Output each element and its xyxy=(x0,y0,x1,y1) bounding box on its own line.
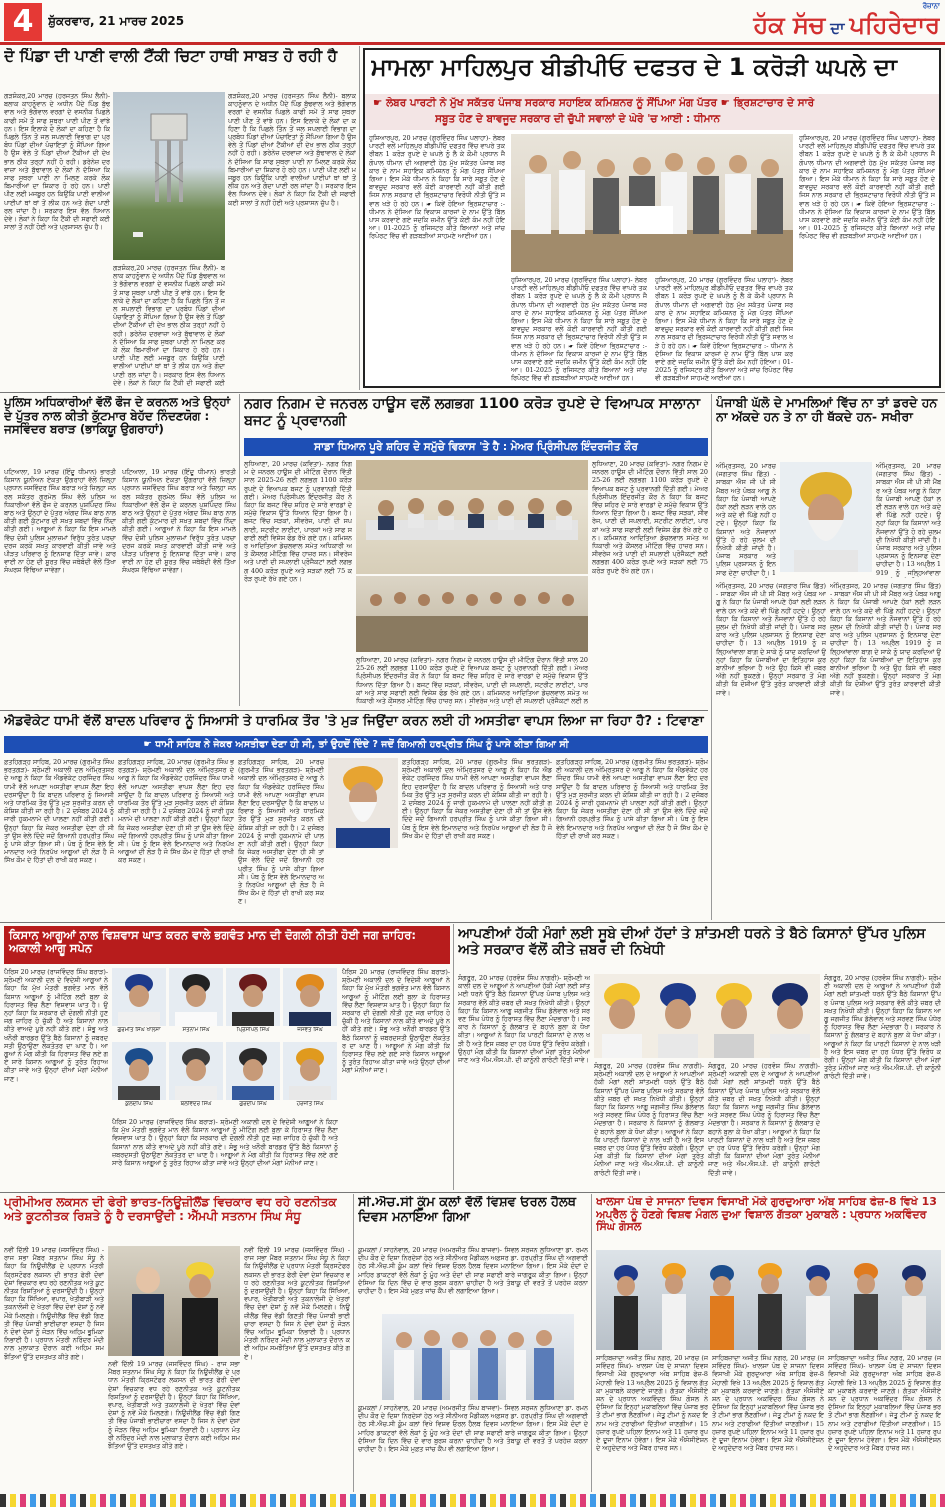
portrait-illustration xyxy=(780,462,872,572)
body-dhami-col4: ਫ਼ਤਹਿਗੜ੍ਹ ਸਾਹਿਬ, 20 ਮਾਰਚ (ਗੁਰਮੀਤ ਸਿੰਘ ਭਰਤਗੜ)- ਸ਼੍ਰੋਮਣੀ ਅਕਾਲੀ ਦਲ ਅੰਮ੍ਰਿਤਸਰ ਦੇ ਆਗੂ ਨੇ ਕਿਹਾ ਕਿ ਐਡਵੋਕੇਟ ਹਰਜਿੰਦਰ ਸਿੰਘ ਧਾਮੀ ਵੱਲੋਂ ਆਪਣਾ ਅਸਤੀਫਾ ਵਾਪਸ ਲੈਣਾ ਇਹ ਦਰਸਾਉਂਦਾ ਹੈ ਕਿ ਬਾਦਲ ਪਰਿਵਾਰ ਨੂੰ ਸਿਆਸੀ ਅਤੇ ਧਾਰਮਿਕ ਤੌਰ ਉੱਤੇ ਮੁੜ ਸੁਰਜੀਤ ਕਰਨ ਦੀ ਕੋਸ਼ਿਸ਼ ਕੀਤੀ ਜਾ ਰਹੀ ਹੈ। 2 ਦਸੰਬਰ 2024 ਨੂੰ ਜਾਰੀ ਹੁਕਮਨਾਮੇ ਦੀ ਪਾਲਣਾ ਨਹੀਂ ਕੀਤੀ ਗਈ। ਉਨ੍ਹਾਂ ਕਿਹਾ ਕਿ ਜੇਕਰ ਅਸਤੀਫਾ ਦੇਣਾ ਹੀ ਸੀ ਤਾਂ ਉਸ ਵੇਲੇ ਦਿੰਦੇ ਜਦੋਂ ਗਿਆਨੀ ਹਰਪ੍ਰੀਤ ਸਿੰਘ ਨੂੰ ਪਾਸੇ ਕੀਤਾ ਗਿਆ ਸੀ। ਪੰਥ ਨੂੰ ਇਸ ਵੇਲੇ ਇਮਾਨਦਾਰ ਅਤੇ ਨਿਰਪੱਖ ਆਗੂਆਂ ਦੀ ਲੋੜ ਹੈ ਜੋ ਸਿੱਖ ਕੌਮ ਦੇ ਹਿੱਤਾਂ ਦੀ ਰਾਖੀ ਕਰ ਸਕਣ। xyxy=(402,758,552,840)
photo-akali-7 xyxy=(226,1042,280,1100)
photo-oral-health xyxy=(382,1314,574,1400)
headline-water-tank: ਦੋ ਪਿੰਡਾ ਦੀ ਪਾਣੀ ਵਾਲੀ ਟੈਂਕੀ ਚਿਟਾ ਹਾਥੀ ਸਾਬਤ ਹੋ ਰਹੀ ਹੈ xyxy=(4,48,338,65)
column-rule xyxy=(453,924,454,1190)
gatka-group-illustration xyxy=(596,1250,941,1350)
body-nz-col3: ਨਵੀਂ ਦਿੱਲੀ 19 ਮਾਰਚ (ਜਸਵਿੰਦਰ ਸਿੰਘ) - ਰਾਜ ਸਭਾ ਮੈਂਬਰ ਸਤਨਾਮ ਸਿੰਘ ਸੰਧੂ ਨੇ ਕਿਹਾ ਕਿ ਨਿਊਜ਼ੀਲੈਂਡ ਦੇ ਪ੍ਰਧਾਨ ਮੰਤਰੀ ਕ੍ਰਿਸਟੋਫਰ ਲਕਸਨ ਦੀ ਭਾਰਤ ਫੇਰੀ ਦੋਵਾਂ ਦੇਸ਼ਾਂ ਵਿਚਕਾਰ ਵਧ ਰਹੇ ਰਣਨੀਤਕ ਅਤੇ ਕੂਟਨੀਤਕ ਰਿਸ਼ਤਿਆਂ ਨੂੰ ਦਰਸਾਉਂਦੀ ਹੈ। ਉਨ੍ਹਾਂ ਕਿਹਾ ਕਿ ਸਿੱਖਿਆ, ਵਪਾਰ, ਖੇਤੀਬਾੜੀ ਅਤੇ ਤਕਨਾਲੋਜੀ ਦੇ ਖੇਤਰਾਂ ਵਿੱਚ ਦੋਵਾਂ ਦੇਸ਼ਾਂ ਨੂੰ ਨਵੇਂ ਮੌਕੇ ਮਿਲਣਗੇ। ਨਿਊਜ਼ੀਲੈਂਡ ਵਿੱਚ ਵੱਡੀ ਗਿਣਤੀ ਵਿੱਚ ਪੰਜਾਬੀ ਭਾਈਚਾਰਾ ਵਸਦਾ ਹੈ ਜਿਸ ਨੇ ਦੋਵਾਂ ਦੇਸ਼ਾਂ ਨੂੰ ਜੋੜਨ ਵਿੱਚ ਅਹਿਮ ਭੂਮਿਕਾ ਨਿਭਾਈ ਹੈ। ਪ੍ਰਧਾਨ ਮੰਤਰੀ ਨਰਿੰਦਰ ਮੋਦੀ ਨਾਲ ਮੁਲਾਕਾਤ ਦੌਰਾਨ ਕਈ ਅਹਿਮ ਸਮਝੌਤਿਆਂ ਉੱਤੇ ਦਸਤਖ਼ਤ ਕੀਤੇ ਗਏ। xyxy=(244,1246,350,1361)
caption-akali-1: ਗੁਰਮੀਤ ਸਿੰਘ ਖਾਲਸਾ xyxy=(117,1027,161,1033)
person-icon xyxy=(112,968,166,1026)
photo-akali-5 xyxy=(112,1042,166,1100)
body-dhami-col1: ਫ਼ਤਹਿਗੜ੍ਹ ਸਾਹਿਬ, 20 ਮਾਰਚ (ਗੁਰਮੀਤ ਸਿੰਘ ਭਰਤਗੜ)- ਸ਼੍ਰੋਮਣੀ ਅਕਾਲੀ ਦਲ ਅੰਮ੍ਰਿਤਸਰ ਦੇ ਆਗੂ ਨੇ ਕਿਹਾ ਕਿ ਐਡਵੋਕੇਟ ਹਰਜਿੰਦਰ ਸਿੰਘ ਧਾਮੀ ਵੱਲੋਂ ਆਪਣਾ ਅਸਤੀਫਾ ਵਾਪਸ ਲੈਣਾ ਇਹ ਦਰਸਾਉਂਦਾ ਹੈ ਕਿ ਬਾਦਲ ਪਰਿਵਾਰ ਨੂੰ ਸਿਆਸੀ ਅਤੇ ਧਾਰਮਿਕ ਤੌਰ ਉੱਤੇ ਮੁੜ ਸੁਰਜੀਤ ਕਰਨ ਦੀ ਕੋਸ਼ਿਸ਼ ਕੀਤੀ ਜਾ ਰਹੀ ਹੈ। 2 ਦਸੰਬਰ 2024 ਨੂੰ ਜਾਰੀ ਹੁਕਮਨਾਮੇ ਦੀ ਪਾਲਣਾ ਨਹੀਂ ਕੀਤੀ ਗਈ। ਉਨ੍ਹਾਂ ਕਿਹਾ ਕਿ ਜੇਕਰ ਅਸਤੀਫਾ ਦੇਣਾ ਹੀ ਸੀ ਤਾਂ ਉਸ ਵੇਲੇ ਦਿੰਦੇ ਜਦੋਂ ਗਿਆਨੀ ਹਰਪ੍ਰੀਤ ਸਿੰਘ ਨੂੰ ਪਾਸੇ ਕੀਤਾ ਗਿਆ ਸੀ। ਪੰਥ ਨੂੰ ਇਸ ਵੇਲੇ ਇਮਾਨਦਾਰ ਅਤੇ ਨਿਰਪੱਖ ਆਗੂਆਂ ਦੀ ਲੋੜ ਹੈ ਜੋ ਸਿੱਖ ਕੌਮ ਦੇ ਹਿੱਤਾਂ ਦੀ ਰਾਖੀ ਕਰ ਸਕਣ। xyxy=(4,758,114,865)
photo-bdpo-delegation xyxy=(511,134,793,272)
person-icon xyxy=(169,968,223,1026)
column-rule xyxy=(591,1194,592,1492)
column-rule xyxy=(711,394,712,920)
body-sikh-col1: ਅੰਮ੍ਰਿਤਸਰ, 20 ਮਾਰਚ (ਜਗਤਾਰ ਸਿੰਘ ਛਿੱਤ) - ਸਾਬਕਾ ਐਸ ਜੀ ਪੀ ਸੀ ਮੈਂਬਰ ਅਤੇ ਪੰਥਕ ਆਗੂ ਨੇ ਕਿਹਾ ਕਿ ਪੰਜਾਬੀ ਆਪਣੇ ਹੱਕਾਂ ਲਈ ਲੜਨ ਵਾਲੇ ਹਨ ਅਤੇ ਕਦੇ ਵੀ ਪਿੱਛੇ ਨਹੀਂ ਹਟਦੇ। ਉਨ੍ਹਾਂ ਕਿਹਾ ਕਿ ਕਿਸਾਨਾਂ ਅਤੇ ਨੌਜਵਾਨਾਂ ਉੱਤੇ ਹੋ ਰਹੇ ਜ਼ੁਲਮ ਦੀ ਨਿਖੇਧੀ ਕੀਤੀ ਜਾਂਦੀ ਹੈ। ਪੰਜਾਬ ਸਰਕਾਰ ਅਤੇ ਪੁਲਿਸ ਪ੍ਰਸ਼ਾਸਨ ਨੂੰ ਇਨਸਾਫ ਦੇਣਾ ਚਾਹੀਦਾ ਹੈ। 1 xyxy=(716,462,776,577)
body-water-tank-col2: ਗੜਸ਼ੰਕਰ,20 ਮਾਰਚ (ਹਰਜਤਨ ਸਿੰਘ ਲੈਨੀ)- ਬਲਾਕ ਕਾਹਨੂੰਵਾਨ ਦੇ ਅਧੀਨ ਪੈਂਦੇ ਪਿੰਡ ਬੁੱਢਵਾਲ ਅਤੇ ਭੱਗੋਵਾਲ ਵਰਗਾਂ ਦੇ ਵਸਨੀਕ ਪਿਛਲੇ ਕਾਫੀ ਸਮੇਂ ਤੋਂ ਸਾਫ ਸੁਥਰਾ ਪਾਣੀ ਪੀਣ ਤੋਂ ਵਾਂਝੇ ਹਨ। ਇਸ ਇਲਾਕੇ ਦੇ ਲੋਕਾਂ ਦਾ ਕਹਿਣਾ ਹੈ ਕਿ ਪਿਛਲੇ ਤਿੰਨ ਤੋਂ ਜਲ ਸਪਲਾਈ ਵਿਭਾਗ ਦਾ ਪ੍ਰਬੰਧ ਪਿੰਡਾਂ ਦੀਆਂ ਪੰਚਾਇਤਾਂ ਨੂੰ ਸੌਂਪਿਆ ਗਿਆ ਹੈ ਉਸ ਵੇਲੇ ਤੋਂ ਪਿੰਡਾਂ ਦੀਆਂ ਟੈਂਕੀਆਂ ਦੀ ਦੇਖ ਭਾਲ ਠੀਕ ਤਰ੍ਹਾਂ ਨਹੀਂ ਹੋ ਰਹੀ। ਡਰੇਨੇਜ਼ ਦਰਵਾਜ਼ਾ ਅਤੇ ਬੁੱਢਾਵਾਲ ਦੇ ਲੋਕਾਂ ਨੇ ਦੱਸਿਆ ਕਿ ਸਾਫ ਸੁਥਰਾ ਪਾਣੀ ਨਾ ਮਿਲਣ ਕਰਕੇ ਲੋਕ ਬਿਮਾਰੀਆਂ ਦਾ ਸ਼ਿਕਾਰ ਹੋ ਰਹੇ ਹਨ। ਪਾਣੀ ਪੀਣ ਲਈ ਮਜਬੂਰ ਹਨ ਕਿਉਂਕਿ ਪਾਣੀ ਵਾਲੀਆਂ ਪਾਈਪਾਂ ਥਾਂ ਥਾਂ ਤੋਂ ਲੀਕ ਹਨ ਅਤੇ ਗੰਦਾ ਪਾਣੀ ਰਲ ਜਾਂਦਾ ਹੈ। ਸਰਕਾਰ ਇਸ ਵੱਲ ਧਿਆਨ ਦੇਵੇ। ਲੋਕਾਂ ਨੇ ਕਿਹਾ ਕਿ ਟੈਂਕੀ ਦੀ ਸਫਾਈ ਕਈ xyxy=(113,264,225,386)
body-dhami-col2: ਫ਼ਤਹਿਗੜ੍ਹ ਸਾਹਿਬ, 20 ਮਾਰਚ (ਗੁਰਮੀਤ ਸਿੰਘ ਭਰਤਗੜ)- ਸ਼੍ਰੋਮਣੀ ਅਕਾਲੀ ਦਲ ਅੰਮ੍ਰਿਤਸਰ ਦੇ ਆਗੂ ਨੇ ਕਿਹਾ ਕਿ ਐਡਵੋਕੇਟ ਹਰਜਿੰਦਰ ਸਿੰਘ ਧਾਮੀ ਵੱਲੋਂ ਆਪਣਾ ਅਸਤੀਫਾ ਵਾਪਸ ਲੈਣਾ ਇਹ ਦਰਸਾਉਂਦਾ ਹੈ ਕਿ ਬਾਦਲ ਪਰਿਵਾਰ ਨੂੰ ਸਿਆਸੀ ਅਤੇ ਧਾਰਮਿਕ ਤੌਰ ਉੱਤੇ ਮੁੜ ਸੁਰਜੀਤ ਕਰਨ ਦੀ ਕੋਸ਼ਿਸ਼ ਕੀਤੀ ਜਾ ਰਹੀ ਹੈ। 2 ਦਸੰਬਰ 2024 ਨੂੰ ਜਾਰੀ ਹੁਕਮਨਾਮੇ ਦੀ ਪਾਲਣਾ ਨਹੀਂ ਕੀਤੀ ਗਈ। ਉਨ੍ਹਾਂ ਕਿਹਾ ਕਿ ਜੇਕਰ ਅਸਤੀਫਾ ਦੇਣਾ ਹੀ ਸੀ ਤਾਂ ਉਸ ਵੇਲੇ ਦਿੰਦੇ ਜਦੋਂ ਗਿਆਨੀ ਹਰਪ੍ਰੀਤ ਸਿੰਘ ਨੂੰ ਪਾਸੇ ਕੀਤਾ ਗਿਆ ਸੀ। ਪੰਥ ਨੂੰ ਇਸ ਵੇਲੇ ਇਮਾਨਦਾਰ ਅਤੇ ਨਿਰਪੱਖ ਆਗੂਆਂ ਦੀ ਲੋੜ ਹੈ ਜੋ ਸਿੱਖ ਕੌਮ ਦੇ ਹਿੱਤਾਂ ਦੀ ਰਾਖੀ ਕਰ ਸਕਣ। xyxy=(118,758,234,865)
protest-leaders-illustration xyxy=(594,974,820,1058)
page-number: 4 xyxy=(4,3,42,41)
person-icon xyxy=(283,1042,337,1100)
body-protest-col2: ਸੰਗਰੂਰ, 20 ਮਾਰਚ (ਹਰਵੰਸ਼ ਸਿੰਘ ਨਾਗਰੀ)- ਸ਼੍ਰੋਮਣੀ ਅਕਾਲੀ ਦਲ ਦੇ ਆਗੂਆਂ ਨੇ ਆਪਣੀਆਂ ਹੱਕੀ ਮੰਗਾਂ ਲਈ ਸ਼ਾਂਤਮਈ ਧਰਨੇ ਉੱਤੇ ਬੈਠੇ ਕਿਸਾਨਾਂ ਉੱਪਰ ਪੰਜਾਬ ਪੁਲਿਸ ਅਤੇ ਸਰਕਾਰ ਵੱਲੋਂ ਕੀਤੇ ਜ਼ਬਰ ਦੀ ਸਖ਼ਤ ਨਿਖੇਧੀ ਕੀਤੀ। ਉਨ੍ਹਾਂ ਕਿਹਾ ਕਿ ਕਿਸਾਨ ਆਗੂ ਜਗਜੀਤ ਸਿੰਘ ਡੱਲੇਵਾਲ ਅਤੇ ਸਰਵਣ ਸਿੰਘ ਪੰਧੇਰ ਨੂੰ ਹਿਰਾਸਤ ਵਿੱਚ ਲੈਣਾ ਮੰਦਭਾਗਾ ਹੈ। ਸਰਕਾਰ ਨੇ ਕਿਸਾਨਾਂ ਨੂੰ ਗੱਲਬਾਤ ਦੇ ਬਹਾਨੇ ਬੁਲਾ ਕੇ ਧੋਖਾ ਕੀਤਾ। ਆਗੂਆਂ ਨੇ ਕਿਹਾ ਕਿ ਪਾਰਟੀ ਕਿਸਾਨਾਂ ਦੇ ਨਾਲ ਖੜੀ ਹੈ ਅਤੇ ਇਸ ਜ਼ਬਰ ਦਾ ਹਰ ਪੱਧਰ ਉੱਤੇ ਵਿਰੋਧ ਕਰੇਗੀ। ਉਨ੍ਹਾਂ ਮੰਗ ਕੀਤੀ ਕਿ ਕਿਸਾਨਾਂ ਦੀਆਂ ਮੰਗਾਂ ਤੁਰੰਤ ਮੰਨੀਆਂ ਜਾਣ ਅਤੇ ਐਮ.ਐਸ.ਪੀ. ਦੀ ਕਾਨੂੰਨੀ ਗਾਰੰਟੀ ਦਿੱਤੀ ਜਾਵੇ। xyxy=(594,1062,704,1177)
subhead-dhami: ☛ ਧਾਮੀ ਸਾਹਿਬ ਨੇ ਜੇਕਰ ਅਸਤੀਫਾ ਦੇਣਾ ਹੀ ਸੀ, ਤਾਂ ਉਹਦੋਂ ਦਿੰਦੇ ? ਜਦੋਂ ਗਿਆਨੀ ਹਰਪ੍ਰੀਤ ਸਿੰਘ ਨੂੰ ਪਾਸੇ ਕੀਤਾ ਗਿਆ ਸੀ xyxy=(4,736,708,753)
body-dhami-col3: ਫ਼ਤਹਿਗੜ੍ਹ ਸਾਹਿਬ, 20 ਮਾਰਚ (ਗੁਰਮੀਤ ਸਿੰਘ ਭਰਤਗੜ)- ਸ਼੍ਰੋਮਣੀ ਅਕਾਲੀ ਦਲ ਅੰਮ੍ਰਿਤਸਰ ਦੇ ਆਗੂ ਨੇ ਕਿਹਾ ਕਿ ਐਡਵੋਕੇਟ ਹਰਜਿੰਦਰ ਸਿੰਘ ਧਾਮੀ ਵੱਲੋਂ ਆਪਣਾ ਅਸਤੀਫਾ ਵਾਪਸ ਲੈਣਾ ਇਹ ਦਰਸਾਉਂਦਾ ਹੈ ਕਿ ਬਾਦਲ ਪਰਿਵਾਰ ਨੂੰ ਸਿਆਸੀ ਅਤੇ ਧਾਰਮਿਕ ਤੌਰ ਉੱਤੇ ਮੁੜ ਸੁਰਜੀਤ ਕਰਨ ਦੀ ਕੋਸ਼ਿਸ਼ ਕੀਤੀ ਜਾ ਰਹੀ ਹੈ। 2 ਦਸੰਬਰ 2024 ਨੂੰ ਜਾਰੀ ਹੁਕਮਨਾਮੇ ਦੀ ਪਾਲਣਾ ਨਹੀਂ ਕੀਤੀ ਗਈ। ਉਨ੍ਹਾਂ ਕਿਹਾ ਕਿ ਜੇਕਰ ਅਸਤੀਫਾ ਦੇਣਾ ਹੀ ਸੀ ਤਾਂ ਉਸ ਵੇਲੇ ਦਿੰਦੇ ਜਦੋਂ ਗਿਆਨੀ ਹਰਪ੍ਰੀਤ ਸਿੰਘ ਨੂੰ ਪਾਸੇ ਕੀਤਾ ਗਿਆ ਸੀ। ਪੰਥ ਨੂੰ ਇਸ ਵੇਲੇ ਇਮਾਨਦਾਰ ਅਤੇ ਨਿਰਪੱਖ ਆਗੂਆਂ ਦੀ ਲੋੜ ਹੈ ਜੋ ਸਿੱਖ ਕੌਮ ਦੇ ਹਿੱਤਾਂ ਦੀ ਰਾਖੀ ਕਰ ਸਕਣ। xyxy=(238,758,324,906)
body-sikh-col3: ਅੰਮ੍ਰਿਤਸਰ, 20 ਮਾਰਚ (ਜਗਤਾਰ ਸਿੰਘ ਛਿੱਤ) - ਸਾਬਕਾ ਐਸ ਜੀ ਪੀ ਸੀ ਮੈਂਬਰ ਅਤੇ ਪੰਥਕ ਆਗੂ ਨੇ ਕਿਹਾ ਕਿ ਪੰਜਾਬੀ ਆਪਣੇ ਹੱਕਾਂ ਲਈ ਲੜਨ ਵਾਲੇ ਹਨ ਅਤੇ ਕਦੇ ਵੀ ਪਿੱਛੇ ਨਹੀਂ ਹਟਦੇ। ਉਨ੍ਹਾਂ ਕਿਹਾ ਕਿ ਕਿਸਾਨਾਂ ਅਤੇ ਨੌਜਵਾਨਾਂ ਉੱਤੇ ਹੋ ਰਹੇ ਜ਼ੁਲਮ ਦੀ ਨਿਖੇਧੀ ਕੀਤੀ ਜਾਂਦੀ ਹੈ। ਪੰਜਾਬ ਸਰਕਾਰ ਅਤੇ ਪੁਲਿਸ ਪ੍ਰਸ਼ਾਸਨ ਨੂੰ ਇਨਸਾਫ ਦੇਣਾ ਚਾਹੀਦਾ ਹੈ। 13 ਅਪ੍ਰੈਲ 1919 ਨੂੰ ਜਲ੍ਹਿਆਂਵਾਲਾ ਬਾਗ਼ ਦੇ ਸਾਕੇ ਨੂੰ ਯਾਦ ਕਰਦਿਆਂ ਉਨ੍ਹਾਂ ਕਿਹਾ ਕਿ ਪੰਜਾਬੀਆਂ ਦਾ ਇਤਿਹਾਸ ਕੁਰਬਾਨੀਆਂ ਭਰਿਆ ਹੈ ਅਤੇ ਉਹ ਕਿਸੇ ਵੀ ਜ਼ਬਰ ਅੱਗੇ ਨਹੀਂ ਝੁਕਣਗੇ। ਉਨ੍ਹਾਂ ਸਰਕਾਰ ਤੋਂ ਮੰਗ ਕੀਤੀ ਕਿ ਦੋਸ਼ੀਆਂ ਉੱਤੇ ਤੁਰੰਤ ਕਾਰਵਾਈ ਕੀਤੀ ਜਾਵੇ। xyxy=(716,582,826,697)
body-akali-col3: ਪੈਰਿਸ 20 ਮਾਰਚ (ਰਾਜਵਿੰਦਰ ਸਿੰਘ ਬਰਾੜ)- ਸ਼੍ਰੋਮਣੀ ਅਕਾਲੀ ਦਲ ਦੇ ਵਿਦੇਸ਼ੀ ਆਗੂਆਂ ਨੇ ਕਿਹਾ ਕਿ ਮੁੱਖ ਮੰਤਰੀ ਭਗਵੰਤ ਮਾਨ ਵੱਲੋਂ ਕਿਸਾਨ ਆਗੂਆਂ ਨੂੰ ਮੀਟਿੰਗ ਲਈ ਬੁਲਾ ਕੇ ਹਿਰਾਸਤ ਵਿੱਚ ਲੈਣਾ ਵਿਸ਼ਵਾਸ ਘਾਤ ਹੈ। ਉਨ੍ਹਾਂ ਕਿਹਾ ਕਿ ਸਰਕਾਰ ਦੀ ਦੋਗਲੀ ਨੀਤੀ ਹੁਣ ਜਗ ਜ਼ਾਹਿਰ ਹੋ ਚੁੱਕੀ ਹੈ ਅਤੇ ਕਿਸਾਨਾਂ ਨਾਲ ਕੀਤੇ ਵਾਅਦੇ ਪੂਰੇ ਨਹੀਂ ਕੀਤੇ ਗਏ। ਸ਼ੰਭੂ ਅਤੇ ਖਨੌਰੀ ਬਾਰਡਰ ਉੱਤੇ ਬੈਠੇ ਕਿਸਾਨਾਂ ਨੂੰ ਜ਼ਬਰਦਸਤੀ ਉਠਾਉਣਾ ਲੋਕਤੰਤਰ ਦਾ ਘਾਣ ਹੈ। ਆਗੂਆਂ ਨੇ ਮੰਗ ਕੀਤੀ ਕਿ ਹਿਰਾਸਤ ਵਿੱਚ ਲਏ ਗਏ ਸਾਰੇ ਕਿਸਾਨ ਆਗੂਆਂ ਨੂੰ ਤੁਰੰਤ ਰਿਹਾਅ ਕੀਤਾ ਜਾਵੇ ਅਤੇ ਉਨ੍ਹਾਂ ਦੀਆਂ ਮੰਗਾਂ ਮੰਨੀਆਂ ਜਾਣ। xyxy=(342,968,450,1075)
headline-khalsa-panth: ਖਾਲਸਾ ਪੰਥ ਦੇ ਸਾਜਨਾ ਦਿਵਸ ਵਿਸਾਖੀ ਮੌਕੇ ਗੁਰਦੁਆਰਾ ਅੰਬ ਸਾਹਿਬ ਫੇਜ਼-8 ਵਿਖੇ 13 ਅਪ੍ਰੈਲ ਨੂੰ ਹੋਣਗੇ ਵਿਸ਼ਵ ਮੰਗਲ ਦੁਆ ਵਿਸ਼ਾਲ ਗੱਤਕਾ ਮੁਕਾਬਲੇ : ਪ੍ਰਧਾਨ ਅਕਵਿੰਦਰ ਸਿੰਘ ਗੋਸਲ xyxy=(596,1196,937,1234)
body-khalsa-col2: ਸਾਹਿਬਜ਼ਾਦਾ ਅਜੀਤ ਸਿੰਘ ਨਗਰ, 20 ਮਾਰਚ (ਜਸਵਿੰਦਰ ਸਿੰਘ)- ਖਾਲਸਾ ਪੰਥ ਦੇ ਸਾਜਨਾ ਦਿਵਸ ਵਿਸਾਖੀ ਮੌਕੇ ਗੁਰਦੁਆਰਾ ਅੰਬ ਸਾਹਿਬ ਫੇਜ਼-8 ਮੋਹਾਲੀ ਵਿਖੇ 13 ਅਪ੍ਰੈਲ 2025 ਨੂੰ ਵਿਸ਼ਾਲ ਗੱਤਕਾ ਮੁਕਾਬਲੇ ਕਰਵਾਏ ਜਾਣਗੇ। ਗੱਤਕਾ ਐਸੋਸੀਏਸ਼ਨ ਦੇ ਪ੍ਰਧਾਨ ਅਕਵਿੰਦਰ ਸਿੰਘ ਗੋਸਲ ਨੇ ਦੱਸਿਆ ਕਿ ਇਨ੍ਹਾਂ ਮੁਕਾਬਲਿਆਂ ਵਿੱਚ ਪੰਜਾਬ ਭਰ ਤੋਂ ਟੀਮਾਂ ਭਾਗ ਲੈਣਗੀਆਂ। ਜੇਤੂ ਟੀਮਾਂ ਨੂੰ ਨਕਦ ਇਨਾਮ ਅਤੇ ਟਰਾਫੀਆਂ ਦਿੱਤੀਆਂ ਜਾਣਗੀਆਂ। 15 ਹਜ਼ਾਰ ਰੁਪਏ ਪਹਿਲਾ ਇਨਾਮ ਅਤੇ 11 ਹਜ਼ਾਰ ਰੁਪਏ ਦੂਜਾ ਇਨਾਮ ਹੋਵੇਗਾ। ਇਸ ਮੌਕੇ ਐਸੋਸੀਏਸ਼ਨ ਦੇ ਅਹੁਦੇਦਾਰ ਅਤੇ ਮੈਂਬਰ ਹਾਜ਼ਰ ਸਨ। xyxy=(712,1354,824,1453)
body-budget-col1: ਲੁਧਿਆਣਾ, 20 ਮਾਰਚ (ਕਵਿਤਾ)- ਨਗਰ ਨਿਗਮ ਦੇ ਜਨਰਲ ਹਾਊਸ ਦੀ ਮੀਟਿੰਗ ਦੌਰਾਨ ਵਿੱਤੀ ਸਾਲ 2025-26 ਲਈ ਲਗਭਗ 1100 ਕਰੋੜ ਰੁਪਏ ਦੇ ਵਿਆਪਕ ਬਜਟ ਨੂੰ ਪ੍ਰਵਾਨਗੀ ਦਿੱਤੀ ਗਈ। ਮੇਅਰ ਪ੍ਰਿੰਸੀਪਲ ਇੰਦਰਜੀਤ ਕੌਰ ਨੇ ਕਿਹਾ ਕਿ ਬਜਟ ਵਿੱਚ ਸ਼ਹਿਰ ਦੇ ਸਾਰੇ ਵਾਰਡਾਂ ਦੇ ਸਮੁੱਚੇ ਵਿਕਾਸ ਉੱਤੇ ਧਿਆਨ ਦਿੱਤਾ ਗਿਆ ਹੈ। ਬਜਟ ਵਿੱਚ ਸੜਕਾਂ, ਸੀਵਰੇਜ, ਪਾਣੀ ਦੀ ਸਪਲਾਈ, ਸਟਰੀਟ ਲਾਈਟਾਂ, ਪਾਰਕਾਂ ਅਤੇ ਸਾਫ ਸਫਾਈ ਲਈ ਵਿਸ਼ੇਸ਼ ਫੰਡ ਰੱਖੇ ਗਏ ਹਨ। ਕਮਿਸ਼ਨਰ ਆਦਿਤਿਆ ਡੇਚਲਵਾਲ ਸਮੇਤ ਅਧਿਕਾਰੀ ਅਤੇ ਕੌਂਸਲਰ ਮੀਟਿੰਗ ਵਿੱਚ ਹਾਜ਼ਰ ਸਨ। ਸੀਵਰੇਜ ਅਤੇ ਪਾਣੀ ਦੀ ਸਪਲਾਈ ਪ੍ਰੋਜੈਕਟਾਂ ਲਈ ਲਗਭਗ 400 ਕਰੋੜ ਰੁਪਏ ਅਤੇ ਸੜਕਾਂ ਲਈ 75 ਕਰੋੜ ਰੁਪਏ ਰੱਖੇ ਗਏ ਹਨ। xyxy=(244,460,352,583)
subhead-bdpo-2: ਸਬੂਤ ਹੋਣ ਦੇ ਬਾਵਜੂਦ ਸਰਕਾਰ ਦੀ ਚੁੱਪੀ ਸਵਾਲਾਂ ਦੇ ਘੇਰੇ 'ਚ ਆਈ : ਧੀਮਾਨ xyxy=(435,113,721,125)
delegation-illustration xyxy=(511,134,793,272)
person-icon xyxy=(169,1042,223,1100)
brand-part3: ਪਹਿਰੇਦਾਰ xyxy=(849,11,940,39)
caption-akali-6: ਬਲਵਿੰਦਰ ਸਿੰਘ xyxy=(180,1101,212,1107)
council-illustration xyxy=(356,576,588,652)
budget-meeting-illustration xyxy=(356,460,588,574)
caption-akali-3: ਪ੍ਰਿੰਸੀਪਲ ਸਿੰਘ xyxy=(236,1027,270,1033)
nz-meeting-illustration xyxy=(108,1246,240,1356)
body-bdpo-col1: ਹੁਸ਼ਿਆਰਪੁਰ, 20 ਮਾਰਚ (ਗੁਰਵਿੰਦਰ ਸਿੰਘ ਪਲਾਹਾ)- ਲੇਬਰ ਪਾਰਟੀ ਵਲੋਂ ਮਾਹਿਲਪੁਰ ਬੀਡੀਪੀਓ ਦਫਤਰ ਵਿੱਚ ਵਾਪਰੇ ਤਕਰੀਬਨ 1 ਕਰੋੜ ਰੁਪਏ ਦੇ ਘਪਲੇ ਨੂੰ ਲੈ ਕੇ ਕੌਮੀ ਪ੍ਰਧਾਨ ਜੈ ਗੋਪਾਲ ਧੀਮਾਨ ਦੀ ਅਗਵਾਈ ਹੇਠ ਮੁੱਖ ਸਕੱਤਰ ਪੰਜਾਬ ਸਰਕਾਰ ਦੇ ਨਾਮ ਸਹਾਇਕ ਕਮਿਸ਼ਨਰ ਨੂੰ ਮੰਗ ਪੱਤਰ ਸੌਂਪਿਆ ਗਿਆ। ਇਸ ਮੌਕੇ ਧੀਮਾਨ ਨੇ ਕਿਹਾ ਕਿ ਸਾਰੇ ਸਬੂਤ ਹੋਣ ਦੇ ਬਾਵਜੂਦ ਸਰਕਾਰ ਵਲੋਂ ਕੋਈ ਕਾਰਵਾਈ ਨਹੀਂ ਕੀਤੀ ਗਈ ਜਿਸ ਨਾਲ ਸਰਕਾਰ ਦੀ ਭ੍ਰਿਸ਼ਟਾਚਾਰ ਵਿਰੋਧੀ ਨੀਤੀ ਉੱਤੇ ਸਵਾਲ ਖੜੇ ਹੋ ਰਹੇ ਹਨ। ☛ ਕਿਵੇਂ ਹੋਇਆ ਭ੍ਰਿਸ਼ਟਾਚਾਰ :- ਧੀਮਾਨ ਨੇ ਦੱਸਿਆ ਕਿ ਵਿਕਾਸ ਕਾਰਜਾਂ ਦੇ ਨਾਮ ਉੱਤੇ ਬਿੱਲ ਪਾਸ ਕਰਵਾਏ ਗਏ ਜਦਕਿ ਜ਼ਮੀਨ ਉੱਤੇ ਕੋਈ ਕੰਮ ਨਹੀਂ ਹੋਇਆ। 01-2025 ਨੂੰ ਰਜਿਸਟਰ ਕੀਤੇ ਬਿਆਨਾਂ ਅਤੇ ਜਾਂਚ ਰਿਪੋਰਟ ਵਿੱਚ ਵੀ ਗੜਬੜੀਆਂ ਸਾਹਮਣੇ ਆਈਆਂ ਹਨ। xyxy=(369,134,505,241)
section-rule xyxy=(0,392,945,393)
column-rule xyxy=(359,46,360,390)
headline-budget: ਨਗਰ ਨਿਗਮ ਦੇ ਜਨਰਲ ਹਾਊਸ ਵਲੋਂ ਲਗਭਗ 1100 ਕਰੋੜ ਰੁਪਏ ਦੇ ਵਿਆਪਕ ਸਾਲਾਨਾ ਬਜਟ ਨੂੰ ਪ੍ਰਵਾਨਗੀ xyxy=(244,396,700,429)
person-icon xyxy=(112,1042,166,1100)
body-bdpo-col4: ਹੁਸ਼ਿਆਰਪੁਰ, 20 ਮਾਰਚ (ਗੁਰਵਿੰਦਰ ਸਿੰਘ ਪਲਾਹਾ)- ਲੇਬਰ ਪਾਰਟੀ ਵਲੋਂ ਮਾਹਿਲਪੁਰ ਬੀਡੀਪੀਓ ਦਫਤਰ ਵਿੱਚ ਵਾਪਰੇ ਤਕਰੀਬਨ 1 ਕਰੋੜ ਰੁਪਏ ਦੇ ਘਪਲੇ ਨੂੰ ਲੈ ਕੇ ਕੌਮੀ ਪ੍ਰਧਾਨ ਜੈ ਗੋਪਾਲ ਧੀਮਾਨ ਦੀ ਅਗਵਾਈ ਹੇਠ ਮੁੱਖ ਸਕੱਤਰ ਪੰਜਾਬ ਸਰਕਾਰ ਦੇ ਨਾਮ ਸਹਾਇਕ ਕਮਿਸ਼ਨਰ ਨੂੰ ਮੰਗ ਪੱਤਰ ਸੌਂਪਿਆ ਗਿਆ। ਇਸ ਮੌਕੇ ਧੀਮਾਨ ਨੇ ਕਿਹਾ ਕਿ ਸਾਰੇ ਸਬੂਤ ਹੋਣ ਦੇ ਬਾਵਜੂਦ ਸਰਕਾਰ ਵਲੋਂ ਕੋਈ ਕਾਰਵਾਈ ਨਹੀਂ ਕੀਤੀ ਗਈ ਜਿਸ ਨਾਲ ਸਰਕਾਰ ਦੀ ਭ੍ਰਿਸ਼ਟਾਚਾਰ ਵਿਰੋਧੀ ਨੀਤੀ ਉੱਤੇ ਸਵਾਲ ਖੜੇ ਹੋ ਰਹੇ ਹਨ। ☛ ਕਿਵੇਂ ਹੋਇਆ ਭ੍ਰਿਸ਼ਟਾਚਾਰ :- ਧੀਮਾਨ ਨੇ ਦੱਸਿਆ ਕਿ ਵਿਕਾਸ ਕਾਰਜਾਂ ਦੇ ਨਾਮ ਉੱਤੇ ਬਿੱਲ ਪਾਸ ਕਰਵਾਏ ਗਏ ਜਦਕਿ ਜ਼ਮੀਨ ਉੱਤੇ ਕੋਈ ਕੰਮ ਨਹੀਂ ਹੋਇਆ। 01-2025 ਨੂੰ ਰਜਿਸਟਰ ਕੀਤੇ ਬਿਆਨਾਂ ਅਤੇ ਜਾਂਚ ਰਿਪੋਰਟ ਵਿੱਚ ਵੀ ਗੜਬੜੀਆਂ ਸਾਹਮਣੇ ਆਈਆਂ ਹਨ। xyxy=(799,134,935,241)
headline-india-nz: ਪ੍ਰੀਮੀਅਰ ਲਕਸਨ ਦੀ ਫੇਰੀ ਭਾਰਤ-ਨਿਊਜ਼ੀਲੈਂਡ ਵਿਚਕਾਰ ਵਧ ਰਹੇ ਰਣਨੀਤਕ ਅਤੇ ਕੂਟਨੀਤਕ ਰਿਸ਼ਤੇ ਨੂੰ ਹੈ ਦਰਸਾਉਂਦੀ : ਐੱਮਪੀ ਸਤਨਾਮ ਸਿੰਘ ਸੰਧੂ xyxy=(4,1196,337,1223)
body-sikh-col2: ਅੰਮ੍ਰਿਤਸਰ, 20 ਮਾਰਚ (ਜਗਤਾਰ ਸਿੰਘ ਛਿੱਤ) - ਸਾਬਕਾ ਐਸ ਜੀ ਪੀ ਸੀ ਮੈਂਬਰ ਅਤੇ ਪੰਥਕ ਆਗੂ ਨੇ ਕਿਹਾ ਕਿ ਪੰਜਾਬੀ ਆਪਣੇ ਹੱਕਾਂ ਲਈ ਲੜਨ ਵਾਲੇ ਹਨ ਅਤੇ ਕਦੇ ਵੀ ਪਿੱਛੇ ਨਹੀਂ ਹਟਦੇ। ਉਨ੍ਹਾਂ ਕਿਹਾ ਕਿ ਕਿਸਾਨਾਂ ਅਤੇ ਨੌਜਵਾਨਾਂ ਉੱਤੇ ਹੋ ਰਹੇ ਜ਼ੁਲਮ ਦੀ ਨਿਖੇਧੀ ਕੀਤੀ ਜਾਂਦੀ ਹੈ। ਪੰਜਾਬ ਸਰਕਾਰ ਅਤੇ ਪੁਲਿਸ ਪ੍ਰਸ਼ਾਸਨ ਨੂੰ ਇਨਸਾਫ ਦੇਣਾ ਚਾਹੀਦਾ ਹੈ। 13 ਅਪ੍ਰੈਲ 1919 ਨੂੰ ਜਲ੍ਹਿਆਂਵਾਲਾ xyxy=(876,462,941,577)
body-oral-col1: ਕੂਮਕਲਾਂ / ਸਾਹਨੇਵਾਲ, 20 ਮਾਰਚ (ਅਮਰਜੀਤ ਸਿੰਘ ਬਾਜਵਾ)- ਸਿਵਲ ਸਰਜਨ ਲੁਧਿਆਣਾ ਡਾ. ਰਮਨਦੀਪ ਕੌਰ ਦੇ ਦਿਸ਼ਾ ਨਿਰਦੇਸ਼ਾਂ ਹੇਠ ਅਤੇ ਸੀਨੀਅਰ ਮੈਡੀਕਲ ਅਫ਼ਸਰ ਡਾ. ਹਰਪ੍ਰੀਤ ਸਿੰਘ ਦੀ ਅਗਵਾਈ ਹੇਠ ਸੀ.ਐਚ.ਸੀ ਕੂੰਮ ਕਲਾਂ ਵਿਖੇ ਵਿਸ਼ਵ ਓਰਲ ਹੈਲਥ ਦਿਵਸ ਮਨਾਇਆ ਗਿਆ। ਇਸ ਮੌਕੇ ਦੰਦਾਂ ਦੇ ਮਾਹਿਰ ਡਾਕਟਰਾਂ ਵੱਲੋਂ ਲੋਕਾਂ ਨੂੰ ਮੂੰਹ ਅਤੇ ਦੰਦਾਂ ਦੀ ਸਾਫ ਸਫਾਈ ਬਾਰੇ ਜਾਗਰੂਕ ਕੀਤਾ ਗਿਆ। ਉਨ੍ਹਾਂ ਦੱਸਿਆ ਕਿ ਦਿਨ ਵਿੱਚ ਦੋ ਵਾਰ ਬੁਰਸ਼ ਕਰਨਾ ਚਾਹੀਦਾ ਹੈ ਅਤੇ ਤੰਬਾਕੂ ਦੀ ਵਰਤੋਂ ਤੋਂ ਪਰਹੇਜ਼ ਕਰਨਾ ਚਾਹੀਦਾ ਹੈ। ਇਸ ਮੌਕੇ ਮੁਫ਼ਤ ਜਾਂਚ ਕੈਂਪ ਵੀ ਲਗਾਇਆ ਗਿਆ। xyxy=(358,1246,588,1296)
brand-small: ਰੋਜ਼ਾਨਾ xyxy=(922,2,940,10)
body-water-tank-col3: ਗੜਸ਼ੰਕਰ,20 ਮਾਰਚ (ਹਰਜਤਨ ਸਿੰਘ ਲੈਨੀ)- ਬਲਾਕ ਕਾਹਨੂੰਵਾਨ ਦੇ ਅਧੀਨ ਪੈਂਦੇ ਪਿੰਡ ਬੁੱਢਵਾਲ ਅਤੇ ਭੱਗੋਵਾਲ ਵਰਗਾਂ ਦੇ ਵਸਨੀਕ ਪਿਛਲੇ ਕਾਫੀ ਸਮੇਂ ਤੋਂ ਸਾਫ ਸੁਥਰਾ ਪਾਣੀ ਪੀਣ ਤੋਂ ਵਾਂਝੇ ਹਨ। ਇਸ ਇਲਾਕੇ ਦੇ ਲੋਕਾਂ ਦਾ ਕਹਿਣਾ ਹੈ ਕਿ ਪਿਛਲੇ ਤਿੰਨ ਤੋਂ ਜਲ ਸਪਲਾਈ ਵਿਭਾਗ ਦਾ ਪ੍ਰਬੰਧ ਪਿੰਡਾਂ ਦੀਆਂ ਪੰਚਾਇਤਾਂ ਨੂੰ ਸੌਂਪਿਆ ਗਿਆ ਹੈ ਉਸ ਵੇਲੇ ਤੋਂ ਪਿੰਡਾਂ ਦੀਆਂ ਟੈਂਕੀਆਂ ਦੀ ਦੇਖ ਭਾਲ ਠੀਕ ਤਰ੍ਹਾਂ ਨਹੀਂ ਹੋ ਰਹੀ। ਡਰੇਨੇਜ਼ ਦਰਵਾਜ਼ਾ ਅਤੇ ਬੁੱਢਾਵਾਲ ਦੇ ਲੋਕਾਂ ਨੇ ਦੱਸਿਆ ਕਿ ਸਾਫ ਸੁਥਰਾ ਪਾਣੀ ਨਾ ਮਿਲਣ ਕਰਕੇ ਲੋਕ ਬਿਮਾਰੀਆਂ ਦਾ ਸ਼ਿਕਾਰ ਹੋ ਰਹੇ ਹਨ। ਪਾਣੀ ਪੀਣ ਲਈ ਮਜਬੂਰ ਹਨ ਕਿਉਂਕਿ ਪਾਣੀ ਵਾਲੀਆਂ ਪਾਈਪਾਂ ਥਾਂ ਥਾਂ ਤੋਂ ਲੀਕ ਹਨ ਅਤੇ ਗੰਦਾ ਪਾਣੀ ਰਲ ਜਾਂਦਾ ਹੈ। ਸਰਕਾਰ ਇਸ ਵੱਲ ਧਿਆਨ ਦੇਵੇ। ਲੋਕਾਂ ਨੇ ਕਿਹਾ ਕਿ ਟੈਂਕੀ ਦੀ ਸਫਾਈ ਕਈ ਸਾਲਾਂ ਤੋਂ ਨਹੀਂ ਹੋਈ ਅਤੇ ਪ੍ਰਸ਼ਾਸਨ ਚੁੱਪ ਹੈ। xyxy=(228,92,356,207)
caption-akali-7: ਗੁਰਦੀਪ ਸਿੰਘ xyxy=(239,1101,267,1107)
headline-oral-health: ਸੀ.ਐਚ.ਸੀ ਕੂੰਮ ਕਲਾਂ ਵੱਲੋਂ ਵਿਸ਼ਵ ਓਰਲ ਹੈਲਥ ਦਿਵਸ ਮਨਾਇਆ ਗਿਆ xyxy=(358,1196,577,1225)
caption-akali-8: ਹਰਜੀਤ ਸਿੰਘ xyxy=(296,1101,324,1107)
photo-sakhira-portrait xyxy=(780,462,872,572)
caption-akali-5: ਕੁਲਦੀਪ ਸਿੰਘ xyxy=(125,1101,153,1107)
body-protest-col4: ਸੰਗਰੂਰ, 20 ਮਾਰਚ (ਹਰਵੰਸ਼ ਸਿੰਘ ਨਾਗਰੀ)- ਸ਼੍ਰੋਮਣੀ ਅਕਾਲੀ ਦਲ ਦੇ ਆਗੂਆਂ ਨੇ ਆਪਣੀਆਂ ਹੱਕੀ ਮੰਗਾਂ ਲਈ ਸ਼ਾਂਤਮਈ ਧਰਨੇ ਉੱਤੇ ਬੈਠੇ ਕਿਸਾਨਾਂ ਉੱਪਰ ਪੰਜਾਬ ਪੁਲਿਸ ਅਤੇ ਸਰਕਾਰ ਵੱਲੋਂ ਕੀਤੇ ਜ਼ਬਰ ਦੀ ਸਖ਼ਤ ਨਿਖੇਧੀ ਕੀਤੀ। ਉਨ੍ਹਾਂ ਕਿਹਾ ਕਿ ਕਿਸਾਨ ਆਗੂ ਜਗਜੀਤ ਸਿੰਘ ਡੱਲੇਵਾਲ ਅਤੇ ਸਰਵਣ ਸਿੰਘ ਪੰਧੇਰ ਨੂੰ ਹਿਰਾਸਤ ਵਿੱਚ ਲੈਣਾ ਮੰਦਭਾਗਾ ਹੈ। ਸਰਕਾਰ ਨੇ ਕਿਸਾਨਾਂ ਨੂੰ ਗੱਲਬਾਤ ਦੇ ਬਹਾਨੇ ਬੁਲਾ ਕੇ ਧੋਖਾ ਕੀਤਾ। ਆਗੂਆਂ ਨੇ ਕਿਹਾ ਕਿ ਪਾਰਟੀ ਕਿਸਾਨਾਂ ਦੇ ਨਾਲ ਖੜੀ ਹੈ ਅਤੇ ਇਸ ਜ਼ਬਰ ਦਾ ਹਰ ਪੱਧਰ ਉੱਤੇ ਵਿਰੋਧ ਕਰੇਗੀ। ਉਨ੍ਹਾਂ ਮੰਗ ਕੀਤੀ ਕਿ ਕਿਸਾਨਾਂ ਦੀਆਂ ਮੰਗਾਂ ਤੁਰੰਤ ਮੰਨੀਆਂ ਜਾਣ ਅਤੇ ਐਮ.ਐਸ.ਪੀ. ਦੀ ਕਾਨੂੰਨੀ ਗਾਰੰਟੀ ਦਿੱਤੀ ਜਾਵੇ। xyxy=(824,974,941,1081)
subhead-bdpo-1: ☛ ਲੇਬਰ ਪਾਰਟੀ ਨੇ ਮੁੱਖ ਸਕੱਤਰ ਪੰਜਾਬ ਸਰਕਾਰ ਸਹਾਇਕ ਕਮਿਸ਼ਨਰ ਨੂੰ ਸੌਂਪਿਆ ਮੰਗ ਪੱਤਰ ☛ ਭ੍ਰਿਸ਼ਟਾਚਾਰ ਦੇ ਸਾਰੇ xyxy=(373,97,815,109)
headline-sikh-issues: ਪੰਜਾਬੀ ਘੱਲੋ ਦੇ ਮਾਮਲਿਆਂ ਵਿੱਚ ਨਾ ਤਾਂ ਡਰਦੇ ਹਨ ਨਾ ਅੱਕਦੇ ਹਨ ਤੇ ਨਾ ਹੀ ਥੱਕਦੇ ਹਨ- ਸਖੀਰਾ xyxy=(716,396,938,425)
body-protest-col3: ਸੰਗਰੂਰ, 20 ਮਾਰਚ (ਹਰਵੰਸ਼ ਸਿੰਘ ਨਾਗਰੀ)- ਸ਼੍ਰੋਮਣੀ ਅਕਾਲੀ ਦਲ ਦੇ ਆਗੂਆਂ ਨੇ ਆਪਣੀਆਂ ਹੱਕੀ ਮੰਗਾਂ ਲਈ ਸ਼ਾਂਤਮਈ ਧਰਨੇ ਉੱਤੇ ਬੈਠੇ ਕਿਸਾਨਾਂ ਉੱਪਰ ਪੰਜਾਬ ਪੁਲਿਸ ਅਤੇ ਸਰਕਾਰ ਵੱਲੋਂ ਕੀਤੇ ਜ਼ਬਰ ਦੀ ਸਖ਼ਤ ਨਿਖੇਧੀ ਕੀਤੀ। ਉਨ੍ਹਾਂ ਕਿਹਾ ਕਿ ਕਿਸਾਨ ਆਗੂ ਜਗਜੀਤ ਸਿੰਘ ਡੱਲੇਵਾਲ ਅਤੇ ਸਰਵਣ ਸਿੰਘ ਪੰਧੇਰ ਨੂੰ ਹਿਰਾਸਤ ਵਿੱਚ ਲੈਣਾ ਮੰਦਭਾਗਾ ਹੈ। ਸਰਕਾਰ ਨੇ ਕਿਸਾਨਾਂ ਨੂੰ ਗੱਲਬਾਤ ਦੇ ਬਹਾਨੇ ਬੁਲਾ ਕੇ ਧੋਖਾ ਕੀਤਾ। ਆਗੂਆਂ ਨੇ ਕਿਹਾ ਕਿ ਪਾਰਟੀ ਕਿਸਾਨਾਂ ਦੇ ਨਾਲ ਖੜੀ ਹੈ ਅਤੇ ਇਸ ਜ਼ਬਰ ਦਾ ਹਰ ਪੱਧਰ ਉੱਤੇ ਵਿਰੋਧ ਕਰੇਗੀ। ਉਨ੍ਹਾਂ ਮੰਗ ਕੀਤੀ ਕਿ ਕਿਸਾਨਾਂ ਦੀਆਂ ਮੰਗਾਂ ਤੁਰੰਤ ਮੰਨੀਆਂ ਜਾਣ ਅਤੇ ਐਮ.ਐਸ.ਪੀ. ਦੀ ਕਾਨੂੰਨੀ ਗਾਰੰਟੀ ਦਿੱਤੀ ਜਾਵੇ। xyxy=(708,1062,820,1177)
body-bdpo-col3: ਹੁਸ਼ਿਆਰਪੁਰ, 20 ਮਾਰਚ (ਗੁਰਵਿੰਦਰ ਸਿੰਘ ਪਲਾਹਾ)- ਲੇਬਰ ਪਾਰਟੀ ਵਲੋਂ ਮਾਹਿਲਪੁਰ ਬੀਡੀਪੀਓ ਦਫਤਰ ਵਿੱਚ ਵਾਪਰੇ ਤਕਰੀਬਨ 1 ਕਰੋੜ ਰੁਪਏ ਦੇ ਘਪਲੇ ਨੂੰ ਲੈ ਕੇ ਕੌਮੀ ਪ੍ਰਧਾਨ ਜੈ ਗੋਪਾਲ ਧੀਮਾਨ ਦੀ ਅਗਵਾਈ ਹੇਠ ਮੁੱਖ ਸਕੱਤਰ ਪੰਜਾਬ ਸਰਕਾਰ ਦੇ ਨਾਮ ਸਹਾਇਕ ਕਮਿਸ਼ਨਰ ਨੂੰ ਮੰਗ ਪੱਤਰ ਸੌਂਪਿਆ ਗਿਆ। ਇਸ ਮੌਕੇ ਧੀਮਾਨ ਨੇ ਕਿਹਾ ਕਿ ਸਾਰੇ ਸਬੂਤ ਹੋਣ ਦੇ ਬਾਵਜੂਦ ਸਰਕਾਰ ਵਲੋਂ ਕੋਈ ਕਾਰਵਾਈ ਨਹੀਂ ਕੀਤੀ ਗਈ ਜਿਸ ਨਾਲ ਸਰਕਾਰ ਦੀ ਭ੍ਰਿਸ਼ਟਾਚਾਰ ਵਿਰੋਧੀ ਨੀਤੀ ਉੱਤੇ ਸਵਾਲ ਖੜੇ ਹੋ ਰਹੇ ਹਨ। ☛ ਕਿਵੇਂ ਹੋਇਆ ਭ੍ਰਿਸ਼ਟਾਚਾਰ :- ਧੀਮਾਨ ਨੇ ਦੱਸਿਆ ਕਿ ਵਿਕਾਸ ਕਾਰਜਾਂ ਦੇ ਨਾਮ ਉੱਤੇ ਬਿੱਲ ਪਾਸ ਕਰਵਾਏ ਗਏ ਜਦਕਿ ਜ਼ਮੀਨ ਉੱਤੇ ਕੋਈ ਕੰਮ ਨਹੀਂ ਹੋਇਆ। 01-2025 ਨੂੰ ਰਜਿਸਟਰ ਕੀਤੇ ਬਿਆਨਾਂ ਅਤੇ ਜਾਂਚ ਰਿਪੋਰਟ ਵਿੱਚ ਵੀ ਗੜਬੜੀਆਂ ਸਾਹਮਣੇ ਆਈਆਂ ਹਨ। xyxy=(655,276,793,383)
water-tank-illustration xyxy=(113,92,225,260)
caption-akali-2: ਸਤਨਾਮ ਸਿੰਘ xyxy=(182,1027,210,1033)
brand-part1: ਹੱਕ ਸੱਚ xyxy=(753,11,826,39)
bdpo-subhead-bar xyxy=(365,94,939,130)
body-water-tank-col1: ਗੜਸ਼ੰਕਰ,20 ਮਾਰਚ (ਹਰਜਤਨ ਸਿੰਘ ਲੈਨੀ)- ਬਲਾਕ ਕਾਹਨੂੰਵਾਨ ਦੇ ਅਧੀਨ ਪੈਂਦੇ ਪਿੰਡ ਬੁੱਢਵਾਲ ਅਤੇ ਭੱਗੋਵਾਲ ਵਰਗਾਂ ਦੇ ਵਸਨੀਕ ਪਿਛਲੇ ਕਾਫੀ ਸਮੇਂ ਤੋਂ ਸਾਫ ਸੁਥਰਾ ਪਾਣੀ ਪੀਣ ਤੋਂ ਵਾਂਝੇ ਹਨ। ਇਸ ਇਲਾਕੇ ਦੇ ਲੋਕਾਂ ਦਾ ਕਹਿਣਾ ਹੈ ਕਿ ਪਿਛਲੇ ਤਿੰਨ ਤੋਂ ਜਲ ਸਪਲਾਈ ਵਿਭਾਗ ਦਾ ਪ੍ਰਬੰਧ ਪਿੰਡਾਂ ਦੀਆਂ ਪੰਚਾਇਤਾਂ ਨੂੰ ਸੌਂਪਿਆ ਗਿਆ ਹੈ ਉਸ ਵੇਲੇ ਤੋਂ ਪਿੰਡਾਂ ਦੀਆਂ ਟੈਂਕੀਆਂ ਦੀ ਦੇਖ ਭਾਲ ਠੀਕ ਤਰ੍ਹਾਂ ਨਹੀਂ ਹੋ ਰਹੀ। ਡਰੇਨੇਜ਼ ਦਰਵਾਜ਼ਾ ਅਤੇ ਬੁੱਢਾਵਾਲ ਦੇ ਲੋਕਾਂ ਨੇ ਦੱਸਿਆ ਕਿ ਸਾਫ ਸੁਥਰਾ ਪਾਣੀ ਨਾ ਮਿਲਣ ਕਰਕੇ ਲੋਕ ਬਿਮਾਰੀਆਂ ਦਾ ਸ਼ਿਕਾਰ ਹੋ ਰਹੇ ਹਨ। ਪਾਣੀ ਪੀਣ ਲਈ ਮਜਬੂਰ ਹਨ ਕਿਉਂਕਿ ਪਾਣੀ ਵਾਲੀਆਂ ਪਾਈਪਾਂ ਥਾਂ ਥਾਂ ਤੋਂ ਲੀਕ ਹਨ ਅਤੇ ਗੰਦਾ ਪਾਣੀ ਰਲ ਜਾਂਦਾ ਹੈ। ਸਰਕਾਰ ਇਸ ਵੱਲ ਧਿਆਨ ਦੇਵੇ। ਲੋਕਾਂ ਨੇ ਕਿਹਾ ਕਿ ਟੈਂਕੀ ਦੀ ਸਫਾਈ ਕਈ ਸਾਲਾਂ ਤੋਂ ਨਹੀਂ ਹੋਈ ਅਤੇ ਪ੍ਰਸ਼ਾਸਨ ਚੁੱਪ ਹੈ। xyxy=(4,92,110,232)
body-police-col1: ਪਟਿਆਲਾ, 19 ਮਾਰਚ (ਇੰਦੂ ਧੀਮਾਨ) ਭਾਰਤੀ ਕਿਸਾਨ ਯੂਨੀਅਨ ਏਕਤਾ ਉਗਰਾਹਾਂ ਵੱਲੋਂ ਜ਼ਿਲ੍ਹਾ ਪ੍ਰਧਾਨ ਜਸਵਿੰਦਰ ਸਿੰਘ ਬਰਾੜ ਅਤੇ ਜ਼ਿਲ੍ਹਾ ਜਨਰਲ ਸਕੱਤਰ ਗੁਰਮੇਲ ਸਿੰਘ ਵੱਲੋਂ ਪੁਲਿਸ ਅਧਿਕਾਰੀਆਂ ਵੱਲੋਂ ਫੌਜ ਦੇ ਕਰਨਲ ਪੁਸ਼ਪਿੰਦਰ ਸਿੰਘ ਬਾਠ ਅਤੇ ਉਨ੍ਹਾਂ ਦੇ ਪੁੱਤਰ ਅੰਗਦ ਸਿੰਘ ਬਾਠ ਨਾਲ ਕੀਤੀ ਗਈ ਕੁੱਟਮਾਰ ਦੀ ਸਖ਼ਤ ਸ਼ਬਦਾਂ ਵਿੱਚ ਨਿੰਦਾ ਕੀਤੀ ਗਈ। ਆਗੂਆਂ ਨੇ ਕਿਹਾ ਕਿ ਇਸ ਮਾਮਲੇ ਵਿੱਚ ਦੋਸ਼ੀ ਪੁਲਿਸ ਮੁਲਾਜ਼ਮਾਂ ਵਿਰੁੱਧ ਤੁਰੰਤ ਪਰਚਾ ਦਰਜ ਕਰਕੇ ਸਖ਼ਤ ਕਾਰਵਾਈ ਕੀਤੀ ਜਾਵੇ ਅਤੇ ਪੀੜਤ ਪਰਿਵਾਰ ਨੂੰ ਇਨਸਾਫ ਦਿੱਤਾ ਜਾਵੇ। ਕਾਰਵਾਈ ਨਾ ਹੋਣ ਦੀ ਸੂਰਤ ਵਿੱਚ ਜਥੇਬੰਦੀ ਵੱਲੋਂ ਤਿੱਖਾ ਸੰਘਰਸ਼ ਵਿੱਢਿਆ ਜਾਵੇਗਾ। xyxy=(4,468,116,575)
bdpo-scam-box xyxy=(363,48,941,388)
headline-farmers-protest: ਆਪਣੀਆਂ ਹੱਕੀ ਮੰਗਾਂ ਲਈ ਸੂਬੇ ਦੀਆਂ ਹੱਦਾਂ ਤੇ ਸ਼ਾਂਤਮਈ ਧਰਨੇ ਤੇ ਬੈਠੇ ਕਿਸਾਨਾਂ ਉੱਪਰ ਪੁਲਿਸ ਅਤੇ ਸਰਕਾਰ ਵੱਲੋਂ ਕੀਤੇ ਜ਼ਬਰ ਦੀ ਨਿਖੇਧੀ xyxy=(458,926,926,959)
body-dhami-col5: ਫ਼ਤਹਿਗੜ੍ਹ ਸਾਹਿਬ, 20 ਮਾਰਚ (ਗੁਰਮੀਤ ਸਿੰਘ ਭਰਤਗੜ)- ਸ਼੍ਰੋਮਣੀ ਅਕਾਲੀ ਦਲ ਅੰਮ੍ਰਿਤਸਰ ਦੇ ਆਗੂ ਨੇ ਕਿਹਾ ਕਿ ਐਡਵੋਕੇਟ ਹਰਜਿੰਦਰ ਸਿੰਘ ਧਾਮੀ ਵੱਲੋਂ ਆਪਣਾ ਅਸਤੀਫਾ ਵਾਪਸ ਲੈਣਾ ਇਹ ਦਰਸਾਉਂਦਾ ਹੈ ਕਿ ਬਾਦਲ ਪਰਿਵਾਰ ਨੂੰ ਸਿਆਸੀ ਅਤੇ ਧਾਰਮਿਕ ਤੌਰ ਉੱਤੇ ਮੁੜ ਸੁਰਜੀਤ ਕਰਨ ਦੀ ਕੋਸ਼ਿਸ਼ ਕੀਤੀ ਜਾ ਰਹੀ ਹੈ। 2 ਦਸੰਬਰ 2024 ਨੂੰ ਜਾਰੀ ਹੁਕਮਨਾਮੇ ਦੀ ਪਾਲਣਾ ਨਹੀਂ ਕੀਤੀ ਗਈ। ਉਨ੍ਹਾਂ ਕਿਹਾ ਕਿ ਜੇਕਰ ਅਸਤੀਫਾ ਦੇਣਾ ਹੀ ਸੀ ਤਾਂ ਉਸ ਵੇਲੇ ਦਿੰਦੇ ਜਦੋਂ ਗਿਆਨੀ ਹਰਪ੍ਰੀਤ ਸਿੰਘ ਨੂੰ ਪਾਸੇ ਕੀਤਾ ਗਿਆ ਸੀ। ਪੰਥ ਨੂੰ ਇਸ ਵੇਲੇ ਇਮਾਨਦਾਰ ਅਤੇ ਨਿਰਪੱਖ ਆਗੂਆਂ ਦੀ ਲੋੜ ਹੈ ਜੋ ਸਿੱਖ ਕੌਮ ਦੇ ਹਿੱਤਾਂ ਦੀ ਰਾਖੀ ਕਰ ਸਕਣ। xyxy=(556,758,708,840)
body-khalsa-col3: ਸਾਹਿਬਜ਼ਾਦਾ ਅਜੀਤ ਸਿੰਘ ਨਗਰ, 20 ਮਾਰਚ (ਜਸਵਿੰਦਰ ਸਿੰਘ)- ਖਾਲਸਾ ਪੰਥ ਦੇ ਸਾਜਨਾ ਦਿਵਸ ਵਿਸਾਖੀ ਮੌਕੇ ਗੁਰਦੁਆਰਾ ਅੰਬ ਸਾਹਿਬ ਫੇਜ਼-8 ਮੋਹਾਲੀ ਵਿਖੇ 13 ਅਪ੍ਰੈਲ 2025 ਨੂੰ ਵਿਸ਼ਾਲ ਗੱਤਕਾ ਮੁਕਾਬਲੇ ਕਰਵਾਏ ਜਾਣਗੇ। ਗੱਤਕਾ ਐਸੋਸੀਏਸ਼ਨ ਦੇ ਪ੍ਰਧਾਨ ਅਕਵਿੰਦਰ ਸਿੰਘ ਗੋਸਲ ਨੇ ਦੱਸਿਆ ਕਿ ਇਨ੍ਹਾਂ ਮੁਕਾਬਲਿਆਂ ਵਿੱਚ ਪੰਜਾਬ ਭਰ ਤੋਂ ਟੀਮਾਂ ਭਾਗ ਲੈਣਗੀਆਂ। ਜੇਤੂ ਟੀਮਾਂ ਨੂੰ ਨਕਦ ਇਨਾਮ ਅਤੇ ਟਰਾਫੀਆਂ ਦਿੱਤੀਆਂ ਜਾਣਗੀਆਂ। 15 ਹਜ਼ਾਰ ਰੁਪਏ ਪਹਿਲਾ ਇਨਾਮ ਅਤੇ 11 ਹਜ਼ਾਰ ਰੁਪਏ ਦੂਜਾ ਇਨਾਮ ਹੋਵੇਗਾ। ਇਸ ਮੌਕੇ ਐਸੋਸੀਏਸ਼ਨ ਦੇ ਅਹੁਦੇਦਾਰ ਅਤੇ ਮੈਂਬਰ ਹਾਜ਼ਰ ਸਨ। xyxy=(828,1354,941,1453)
caption-akali-4: ਜਸਵੰਤ ਸਿੰਘ xyxy=(297,1027,323,1033)
photo-budget-council xyxy=(356,576,588,652)
person-icon xyxy=(226,968,280,1026)
newspaper-brand xyxy=(640,2,940,42)
akali-photo-grid xyxy=(112,968,338,1114)
person-icon xyxy=(283,968,337,1026)
body-sikh-col4: ਅੰਮ੍ਰਿਤਸਰ, 20 ਮਾਰਚ (ਜਗਤਾਰ ਸਿੰਘ ਛਿੱਤ) - ਸਾਬਕਾ ਐਸ ਜੀ ਪੀ ਸੀ ਮੈਂਬਰ ਅਤੇ ਪੰਥਕ ਆਗੂ ਨੇ ਕਿਹਾ ਕਿ ਪੰਜਾਬੀ ਆਪਣੇ ਹੱਕਾਂ ਲਈ ਲੜਨ ਵਾਲੇ ਹਨ ਅਤੇ ਕਦੇ ਵੀ ਪਿੱਛੇ ਨਹੀਂ ਹਟਦੇ। ਉਨ੍ਹਾਂ ਕਿਹਾ ਕਿ ਕਿਸਾਨਾਂ ਅਤੇ ਨੌਜਵਾਨਾਂ ਉੱਤੇ ਹੋ ਰਹੇ ਜ਼ੁਲਮ ਦੀ ਨਿਖੇਧੀ ਕੀਤੀ ਜਾਂਦੀ ਹੈ। ਪੰਜਾਬ ਸਰਕਾਰ ਅਤੇ ਪੁਲਿਸ ਪ੍ਰਸ਼ਾਸਨ ਨੂੰ ਇਨਸਾਫ ਦੇਣਾ ਚਾਹੀਦਾ ਹੈ। 13 ਅਪ੍ਰੈਲ 1919 ਨੂੰ ਜਲ੍ਹਿਆਂਵਾਲਾ ਬਾਗ਼ ਦੇ ਸਾਕੇ ਨੂੰ ਯਾਦ ਕਰਦਿਆਂ ਉਨ੍ਹਾਂ ਕਿਹਾ ਕਿ ਪੰਜਾਬੀਆਂ ਦਾ ਇਤਿਹਾਸ ਕੁਰਬਾਨੀਆਂ ਭਰਿਆ ਹੈ ਅਤੇ ਉਹ ਕਿਸੇ ਵੀ ਜ਼ਬਰ ਅੱਗੇ ਨਹੀਂ ਝੁਕਣਗੇ। ਉਨ੍ਹਾਂ ਸਰਕਾਰ ਤੋਂ ਮੰਗ ਕੀਤੀ ਕਿ ਦੋਸ਼ੀਆਂ ਉੱਤੇ ਤੁਰੰਤ ਕਾਰਵਾਈ ਕੀਤੀ ਜਾਵੇ। xyxy=(830,582,941,697)
page-date: ਸ਼ੁੱਕਰਵਾਰ, 21 ਮਾਰਚ 2025 xyxy=(48,14,185,28)
body-khalsa-col1: ਸਾਹਿਬਜ਼ਾਦਾ ਅਜੀਤ ਸਿੰਘ ਨਗਰ, 20 ਮਾਰਚ (ਜਸਵਿੰਦਰ ਸਿੰਘ)- ਖਾਲਸਾ ਪੰਥ ਦੇ ਸਾਜਨਾ ਦਿਵਸ ਵਿਸਾਖੀ ਮੌਕੇ ਗੁਰਦੁਆਰਾ ਅੰਬ ਸਾਹਿਬ ਫੇਜ਼-8 ਮੋਹਾਲੀ ਵਿਖੇ 13 ਅਪ੍ਰੈਲ 2025 ਨੂੰ ਵਿਸ਼ਾਲ ਗੱਤਕਾ ਮੁਕਾਬਲੇ ਕਰਵਾਏ ਜਾਣਗੇ। ਗੱਤਕਾ ਐਸੋਸੀਏਸ਼ਨ ਦੇ ਪ੍ਰਧਾਨ ਅਕਵਿੰਦਰ ਸਿੰਘ ਗੋਸਲ ਨੇ ਦੱਸਿਆ ਕਿ ਇਨ੍ਹਾਂ ਮੁਕਾਬਲਿਆਂ ਵਿੱਚ ਪੰਜਾਬ ਭਰ ਤੋਂ ਟੀਮਾਂ ਭਾਗ ਲੈਣਗੀਆਂ। ਜੇਤੂ ਟੀਮਾਂ ਨੂੰ ਨਕਦ ਇਨਾਮ ਅਤੇ ਟਰਾਫੀਆਂ ਦਿੱਤੀਆਂ ਜਾਣਗੀਆਂ। 15 ਹਜ਼ਾਰ ਰੁਪਏ ਪਹਿਲਾ ਇਨਾਮ ਅਤੇ 11 ਹਜ਼ਾਰ ਰੁਪਏ ਦੂਜਾ ਇਨਾਮ ਹੋਵੇਗਾ। ਇਸ ਮੌਕੇ ਐਸੋਸੀਏਸ਼ਨ ਦੇ ਅਹੁਦੇਦਾਰ ਅਤੇ ਮੈਂਬਰ ਹਾਜ਼ਰ ਸਨ। xyxy=(596,1354,708,1453)
photo-protest-leaders xyxy=(594,974,820,1058)
photo-nz-meeting xyxy=(108,1246,240,1356)
photo-akali-4 xyxy=(283,968,337,1026)
body-protest-col1: ਸੰਗਰੂਰ, 20 ਮਾਰਚ (ਹਰਵੰਸ਼ ਸਿੰਘ ਨਾਗਰੀ)- ਸ਼੍ਰੋਮਣੀ ਅਕਾਲੀ ਦਲ ਦੇ ਆਗੂਆਂ ਨੇ ਆਪਣੀਆਂ ਹੱਕੀ ਮੰਗਾਂ ਲਈ ਸ਼ਾਂਤਮਈ ਧਰਨੇ ਉੱਤੇ ਬੈਠੇ ਕਿਸਾਨਾਂ ਉੱਪਰ ਪੰਜਾਬ ਪੁਲਿਸ ਅਤੇ ਸਰਕਾਰ ਵੱਲੋਂ ਕੀਤੇ ਜ਼ਬਰ ਦੀ ਸਖ਼ਤ ਨਿਖੇਧੀ ਕੀਤੀ। ਉਨ੍ਹਾਂ ਕਿਹਾ ਕਿ ਕਿਸਾਨ ਆਗੂ ਜਗਜੀਤ ਸਿੰਘ ਡੱਲੇਵਾਲ ਅਤੇ ਸਰਵਣ ਸਿੰਘ ਪੰਧੇਰ ਨੂੰ ਹਿਰਾਸਤ ਵਿੱਚ ਲੈਣਾ ਮੰਦਭਾਗਾ ਹੈ। ਸਰਕਾਰ ਨੇ ਕਿਸਾਨਾਂ ਨੂੰ ਗੱਲਬਾਤ ਦੇ ਬਹਾਨੇ ਬੁਲਾ ਕੇ ਧੋਖਾ ਕੀਤਾ। ਆਗੂਆਂ ਨੇ ਕਿਹਾ ਕਿ ਪਾਰਟੀ ਕਿਸਾਨਾਂ ਦੇ ਨਾਲ ਖੜੀ ਹੈ ਅਤੇ ਇਸ ਜ਼ਬਰ ਦਾ ਹਰ ਪੱਧਰ ਉੱਤੇ ਵਿਰੋਧ ਕਰੇਗੀ। ਉਨ੍ਹਾਂ ਮੰਗ ਕੀਤੀ ਕਿ ਕਿਸਾਨਾਂ ਦੀਆਂ ਮੰਗਾਂ ਤੁਰੰਤ ਮੰਨੀਆਂ ਜਾਣ ਅਤੇ ਐਮ.ਐਸ.ਪੀ. ਦੀ ਕਾਨੂੰਨੀ ਗਾਰੰਟੀ ਦਿੱਤੀ ਜਾਵੇ। xyxy=(458,974,590,1065)
section-rule xyxy=(0,922,945,923)
color-registration-bar xyxy=(0,1494,945,1507)
body-bdpo-col2: ਹੁਸ਼ਿਆਰਪੁਰ, 20 ਮਾਰਚ (ਗੁਰਵਿੰਦਰ ਸਿੰਘ ਪਲਾਹਾ)- ਲੇਬਰ ਪਾਰਟੀ ਵਲੋਂ ਮਾਹਿਲਪੁਰ ਬੀਡੀਪੀਓ ਦਫਤਰ ਵਿੱਚ ਵਾਪਰੇ ਤਕਰੀਬਨ 1 ਕਰੋੜ ਰੁਪਏ ਦੇ ਘਪਲੇ ਨੂੰ ਲੈ ਕੇ ਕੌਮੀ ਪ੍ਰਧਾਨ ਜੈ ਗੋਪਾਲ ਧੀਮਾਨ ਦੀ ਅਗਵਾਈ ਹੇਠ ਮੁੱਖ ਸਕੱਤਰ ਪੰਜਾਬ ਸਰਕਾਰ ਦੇ ਨਾਮ ਸਹਾਇਕ ਕਮਿਸ਼ਨਰ ਨੂੰ ਮੰਗ ਪੱਤਰ ਸੌਂਪਿਆ ਗਿਆ। ਇਸ ਮੌਕੇ ਧੀਮਾਨ ਨੇ ਕਿਹਾ ਕਿ ਸਾਰੇ ਸਬੂਤ ਹੋਣ ਦੇ ਬਾਵਜੂਦ ਸਰਕਾਰ ਵਲੋਂ ਕੋਈ ਕਾਰਵਾਈ ਨਹੀਂ ਕੀਤੀ ਗਈ ਜਿਸ ਨਾਲ ਸਰਕਾਰ ਦੀ ਭ੍ਰਿਸ਼ਟਾਚਾਰ ਵਿਰੋਧੀ ਨੀਤੀ ਉੱਤੇ ਸਵਾਲ ਖੜੇ ਹੋ ਰਹੇ ਹਨ। ☛ ਕਿਵੇਂ ਹੋਇਆ ਭ੍ਰਿਸ਼ਟਾਚਾਰ :- ਧੀਮਾਨ ਨੇ ਦੱਸਿਆ ਕਿ ਵਿਕਾਸ ਕਾਰਜਾਂ ਦੇ ਨਾਮ ਉੱਤੇ ਬਿੱਲ ਪਾਸ ਕਰਵਾਏ ਗਏ ਜਦਕਿ ਜ਼ਮੀਨ ਉੱਤੇ ਕੋਈ ਕੰਮ ਨਹੀਂ ਹੋਇਆ। 01-2025 ਨੂੰ ਰਜਿਸਟਰ ਕੀਤੇ ਬਿਆਨਾਂ ਅਤੇ ਜਾਂਚ ਰਿਪੋਰਟ ਵਿੱਚ ਵੀ ਗੜਬੜੀਆਂ ਸਾਹਮਣੇ ਆਈਆਂ ਹਨ। xyxy=(511,276,647,383)
photo-akali-1 xyxy=(112,968,166,1026)
body-police-col2: ਪਟਿਆਲਾ, 19 ਮਾਰਚ (ਇੰਦੂ ਧੀਮਾਨ) ਭਾਰਤੀ ਕਿਸਾਨ ਯੂਨੀਅਨ ਏਕਤਾ ਉਗਰਾਹਾਂ ਵੱਲੋਂ ਜ਼ਿਲ੍ਹਾ ਪ੍ਰਧਾਨ ਜਸਵਿੰਦਰ ਸਿੰਘ ਬਰਾੜ ਅਤੇ ਜ਼ਿਲ੍ਹਾ ਜਨਰਲ ਸਕੱਤਰ ਗੁਰਮੇਲ ਸਿੰਘ ਵੱਲੋਂ ਪੁਲਿਸ ਅਧਿਕਾਰੀਆਂ ਵੱਲੋਂ ਫੌਜ ਦੇ ਕਰਨਲ ਪੁਸ਼ਪਿੰਦਰ ਸਿੰਘ ਬਾਠ ਅਤੇ ਉਨ੍ਹਾਂ ਦੇ ਪੁੱਤਰ ਅੰਗਦ ਸਿੰਘ ਬਾਠ ਨਾਲ ਕੀਤੀ ਗਈ ਕੁੱਟਮਾਰ ਦੀ ਸਖ਼ਤ ਸ਼ਬਦਾਂ ਵਿੱਚ ਨਿੰਦਾ ਕੀਤੀ ਗਈ। ਆਗੂਆਂ ਨੇ ਕਿਹਾ ਕਿ ਇਸ ਮਾਮਲੇ ਵਿੱਚ ਦੋਸ਼ੀ ਪੁਲਿਸ ਮੁਲਾਜ਼ਮਾਂ ਵਿਰੁੱਧ ਤੁਰੰਤ ਪਰਚਾ ਦਰਜ ਕਰਕੇ ਸਖ਼ਤ ਕਾਰਵਾਈ ਕੀਤੀ ਜਾਵੇ ਅਤੇ ਪੀੜਤ ਪਰਿਵਾਰ ਨੂੰ ਇਨਸਾਫ ਦਿੱਤਾ ਜਾਵੇ। ਕਾਰਵਾਈ ਨਾ ਹੋਣ ਦੀ ਸੂਰਤ ਵਿੱਚ ਜਥੇਬੰਦੀ ਵੱਲੋਂ ਤਿੱਖਾ ਸੰਘਰਸ਼ ਵਿੱਢਿਆ ਜਾਵੇਗਾ। xyxy=(122,468,236,575)
photo-akali-3 xyxy=(226,968,280,1026)
photo-akali-6 xyxy=(169,1042,223,1100)
body-akali-col2: ਪੈਰਿਸ 20 ਮਾਰਚ (ਰਾਜਵਿੰਦਰ ਸਿੰਘ ਬਰਾੜ)- ਸ਼੍ਰੋਮਣੀ ਅਕਾਲੀ ਦਲ ਦੇ ਵਿਦੇਸ਼ੀ ਆਗੂਆਂ ਨੇ ਕਿਹਾ ਕਿ ਮੁੱਖ ਮੰਤਰੀ ਭਗਵੰਤ ਮਾਨ ਵੱਲੋਂ ਕਿਸਾਨ ਆਗੂਆਂ ਨੂੰ ਮੀਟਿੰਗ ਲਈ ਬੁਲਾ ਕੇ ਹਿਰਾਸਤ ਵਿੱਚ ਲੈਣਾ ਵਿਸ਼ਵਾਸ ਘਾਤ ਹੈ। ਉਨ੍ਹਾਂ ਕਿਹਾ ਕਿ ਸਰਕਾਰ ਦੀ ਦੋਗਲੀ ਨੀਤੀ ਹੁਣ ਜਗ ਜ਼ਾਹਿਰ ਹੋ ਚੁੱਕੀ ਹੈ ਅਤੇ ਕਿਸਾਨਾਂ ਨਾਲ ਕੀਤੇ ਵਾਅਦੇ ਪੂਰੇ ਨਹੀਂ ਕੀਤੇ ਗਏ। ਸ਼ੰਭੂ ਅਤੇ ਖਨੌਰੀ ਬਾਰਡਰ ਉੱਤੇ ਬੈਠੇ ਕਿਸਾਨਾਂ ਨੂੰ ਜ਼ਬਰਦਸਤੀ ਉਠਾਉਣਾ ਲੋਕਤੰਤਰ ਦਾ ਘਾਣ ਹੈ। ਆਗੂਆਂ ਨੇ ਮੰਗ ਕੀਤੀ ਕਿ ਹਿਰਾਸਤ ਵਿੱਚ ਲਏ ਗਏ ਸਾਰੇ ਕਿਸਾਨ ਆਗੂਆਂ ਨੂੰ ਤੁਰੰਤ ਰਿਹਾਅ ਕੀਤਾ ਜਾਵੇ ਅਤੇ ਉਨ੍ਹਾਂ ਦੀਆਂ ਮੰਗਾਂ ਮੰਨੀਆਂ ਜਾਣ। xyxy=(112,1118,338,1168)
body-nz-col2: ਨਵੀਂ ਦਿੱਲੀ 19 ਮਾਰਚ (ਜਸਵਿੰਦਰ ਸਿੰਘ) - ਰਾਜ ਸਭਾ ਮੈਂਬਰ ਸਤਨਾਮ ਸਿੰਘ ਸੰਧੂ ਨੇ ਕਿਹਾ ਕਿ ਨਿਊਜ਼ੀਲੈਂਡ ਦੇ ਪ੍ਰਧਾਨ ਮੰਤਰੀ ਕ੍ਰਿਸਟੋਫਰ ਲਕਸਨ ਦੀ ਭਾਰਤ ਫੇਰੀ ਦੋਵਾਂ ਦੇਸ਼ਾਂ ਵਿਚਕਾਰ ਵਧ ਰਹੇ ਰਣਨੀਤਕ ਅਤੇ ਕੂਟਨੀਤਕ ਰਿਸ਼ਤਿਆਂ ਨੂੰ ਦਰਸਾਉਂਦੀ ਹੈ। ਉਨ੍ਹਾਂ ਕਿਹਾ ਕਿ ਸਿੱਖਿਆ, ਵਪਾਰ, ਖੇਤੀਬਾੜੀ ਅਤੇ ਤਕਨਾਲੋਜੀ ਦੇ ਖੇਤਰਾਂ ਵਿੱਚ ਦੋਵਾਂ ਦੇਸ਼ਾਂ ਨੂੰ ਨਵੇਂ ਮੌਕੇ ਮਿਲਣਗੇ। ਨਿਊਜ਼ੀਲੈਂਡ ਵਿੱਚ ਵੱਡੀ ਗਿਣਤੀ ਵਿੱਚ ਪੰਜਾਬੀ ਭਾਈਚਾਰਾ ਵਸਦਾ ਹੈ ਜਿਸ ਨੇ ਦੋਵਾਂ ਦੇਸ਼ਾਂ ਨੂੰ ਜੋੜਨ ਵਿੱਚ ਅਹਿਮ ਭੂਮਿਕਾ ਨਿਭਾਈ ਹੈ। ਪ੍ਰਧਾਨ ਮੰਤਰੀ ਨਰਿੰਦਰ ਮੋਦੀ ਨਾਲ ਮੁਲਾਕਾਤ ਦੌਰਾਨ ਕਈ ਅਹਿਮ ਸਮਝੌਤਿਆਂ ਉੱਤੇ ਦਸਤਖ਼ਤ ਕੀਤੇ ਗਏ। xyxy=(108,1360,240,1451)
body-oral-col2: ਕੂਮਕਲਾਂ / ਸਾਹਨੇਵਾਲ, 20 ਮਾਰਚ (ਅਮਰਜੀਤ ਸਿੰਘ ਬਾਜਵਾ)- ਸਿਵਲ ਸਰਜਨ ਲੁਧਿਆਣਾ ਡਾ. ਰਮਨਦੀਪ ਕੌਰ ਦੇ ਦਿਸ਼ਾ ਨਿਰਦੇਸ਼ਾਂ ਹੇਠ ਅਤੇ ਸੀਨੀਅਰ ਮੈਡੀਕਲ ਅਫ਼ਸਰ ਡਾ. ਹਰਪ੍ਰੀਤ ਸਿੰਘ ਦੀ ਅਗਵਾਈ ਹੇਠ ਸੀ.ਐਚ.ਸੀ ਕੂੰਮ ਕਲਾਂ ਵਿਖੇ ਵਿਸ਼ਵ ਓਰਲ ਹੈਲਥ ਦਿਵਸ ਮਨਾਇਆ ਗਿਆ। ਇਸ ਮੌਕੇ ਦੰਦਾਂ ਦੇ ਮਾਹਿਰ ਡਾਕਟਰਾਂ ਵੱਲੋਂ ਲੋਕਾਂ ਨੂੰ ਮੂੰਹ ਅਤੇ ਦੰਦਾਂ ਦੀ ਸਾਫ ਸਫਾਈ ਬਾਰੇ ਜਾਗਰੂਕ ਕੀਤਾ ਗਿਆ। ਉਨ੍ਹਾਂ ਦੱਸਿਆ ਕਿ ਦਿਨ ਵਿੱਚ ਦੋ ਵਾਰ ਬੁਰਸ਼ ਕਰਨਾ ਚਾਹੀਦਾ ਹੈ ਅਤੇ ਤੰਬਾਕੂ ਦੀ ਵਰਤੋਂ ਤੋਂ ਪਰਹੇਜ਼ ਕਰਨਾ ਚਾਹੀਦਾ ਹੈ। ਇਸ ਮੌਕੇ ਮੁਫ਼ਤ ਜਾਂਚ ਕੈਂਪ ਵੀ ਲਗਾਇਆ ਗਿਆ। xyxy=(358,1404,588,1454)
subhead-budget: ਸਾਡਾ ਧਿਆਨ ਪੂਰੇ ਸ਼ਹਿਰ ਦੇ ਸਮੁੱਚੇ ਵਿਕਾਸ 'ਤੇ ਹੈ : ਮੇਅਰ ਪ੍ਰਿੰਸੀਪਲ ਇੰਦਰਜੀਤ ਕੌਰ xyxy=(244,438,708,456)
headline-bdpo-scam: ਮਾਮਲਾ ਮਾਹਿਲਪੁਰ ਬੀਡੀਪੀਓ ਦਫਤਰ ਦੇ 1 ਕਰੋੜੀ ਘਪਲੇ ਦਾ xyxy=(371,54,897,81)
photo-akali-2 xyxy=(169,968,223,1026)
column-rule xyxy=(353,1194,354,1492)
section-rule xyxy=(0,1192,945,1193)
masthead-rule xyxy=(0,42,945,45)
headline-dhami: ਐਡਵੋਕੇਟ ਧਾਮੀ ਵੱਲੋਂ ਬਾਦਲ ਪਰਿਵਾਰ ਨੂੰ ਸਿਆਸੀ ਤੇ ਧਾਰਮਿਕ ਤੌਰ 'ਤੇ ਮੁੜ ਜਿਉਂਦਾ ਕਰਨ ਲਈ ਹੀ ਅਸਤੀਫਾ ਵਾਪਸ ਲਿਆ ਜਾ ਰਿਹਾ ਹੈ? : ਟਿਵਾਣਾ xyxy=(4,714,704,729)
photo-budget-meeting xyxy=(356,460,588,574)
photo-water-tank xyxy=(113,92,225,260)
tiwana-illustration xyxy=(328,758,398,848)
photo-tiwana-portrait xyxy=(328,758,398,848)
brand-part2: ਦਾ xyxy=(830,19,845,37)
health-staff-illustration xyxy=(382,1314,574,1400)
person-icon xyxy=(226,1042,280,1100)
photo-akali-8 xyxy=(283,1042,337,1100)
section-rule xyxy=(0,710,708,711)
body-nz-col1: ਨਵੀਂ ਦਿੱਲੀ 19 ਮਾਰਚ (ਜਸਵਿੰਦਰ ਸਿੰਘ) - ਰਾਜ ਸਭਾ ਮੈਂਬਰ ਸਤਨਾਮ ਸਿੰਘ ਸੰਧੂ ਨੇ ਕਿਹਾ ਕਿ ਨਿਊਜ਼ੀਲੈਂਡ ਦੇ ਪ੍ਰਧਾਨ ਮੰਤਰੀ ਕ੍ਰਿਸਟੋਫਰ ਲਕਸਨ ਦੀ ਭਾਰਤ ਫੇਰੀ ਦੋਵਾਂ ਦੇਸ਼ਾਂ ਵਿਚਕਾਰ ਵਧ ਰਹੇ ਰਣਨੀਤਕ ਅਤੇ ਕੂਟਨੀਤਕ ਰਿਸ਼ਤਿਆਂ ਨੂੰ ਦਰਸਾਉਂਦੀ ਹੈ। ਉਨ੍ਹਾਂ ਕਿਹਾ ਕਿ ਸਿੱਖਿਆ, ਵਪਾਰ, ਖੇਤੀਬਾੜੀ ਅਤੇ ਤਕਨਾਲੋਜੀ ਦੇ ਖੇਤਰਾਂ ਵਿੱਚ ਦੋਵਾਂ ਦੇਸ਼ਾਂ ਨੂੰ ਨਵੇਂ ਮੌਕੇ ਮਿਲਣਗੇ। ਨਿਊਜ਼ੀਲੈਂਡ ਵਿੱਚ ਵੱਡੀ ਗਿਣਤੀ ਵਿੱਚ ਪੰਜਾਬੀ ਭਾਈਚਾਰਾ ਵਸਦਾ ਹੈ ਜਿਸ ਨੇ ਦੋਵਾਂ ਦੇਸ਼ਾਂ ਨੂੰ ਜੋੜਨ ਵਿੱਚ ਅਹਿਮ ਭੂਮਿਕਾ ਨਿਭਾਈ ਹੈ। ਪ੍ਰਧਾਨ ਮੰਤਰੀ ਨਰਿੰਦਰ ਮੋਦੀ ਨਾਲ ਮੁਲਾਕਾਤ ਦੌਰਾਨ ਕਈ ਅਹਿਮ ਸਮਝੌਤਿਆਂ ਉੱਤੇ ਦਸਤਖ਼ਤ ਕੀਤੇ ਗਏ। xyxy=(4,1246,104,1361)
column-rule xyxy=(239,394,240,706)
photo-gatka xyxy=(596,1250,941,1350)
body-budget-col2: ਲੁਧਿਆਣਾ, 20 ਮਾਰਚ (ਕਵਿਤਾ)- ਨਗਰ ਨਿਗਮ ਦੇ ਜਨਰਲ ਹਾਊਸ ਦੀ ਮੀਟਿੰਗ ਦੌਰਾਨ ਵਿੱਤੀ ਸਾਲ 2025-26 ਲਈ ਲਗਭਗ 1100 ਕਰੋੜ ਰੁਪਏ ਦੇ ਵਿਆਪਕ ਬਜਟ ਨੂੰ ਪ੍ਰਵਾਨਗੀ ਦਿੱਤੀ ਗਈ। ਮੇਅਰ ਪ੍ਰਿੰਸੀਪਲ ਇੰਦਰਜੀਤ ਕੌਰ ਨੇ ਕਿਹਾ ਕਿ ਬਜਟ ਵਿੱਚ ਸ਼ਹਿਰ ਦੇ ਸਾਰੇ ਵਾਰਡਾਂ ਦੇ ਸਮੁੱਚੇ ਵਿਕਾਸ ਉੱਤੇ ਧਿਆਨ ਦਿੱਤਾ ਗਿਆ ਹੈ। ਬਜਟ ਵਿੱਚ ਸੜਕਾਂ, ਸੀਵਰੇਜ, ਪਾਣੀ ਦੀ ਸਪਲਾਈ, ਸਟਰੀਟ ਲਾਈਟਾਂ, ਪਾਰਕਾਂ ਅਤੇ ਸਾਫ ਸਫਾਈ ਲਈ ਵਿਸ਼ੇਸ਼ ਫੰਡ ਰੱਖੇ ਗਏ ਹਨ। ਕਮਿਸ਼ਨਰ ਆਦਿਤਿਆ ਡੇਚਲਵਾਲ ਸਮੇਤ ਅਧਿਕਾਰੀ ਅਤੇ ਕੌਂਸਲਰ ਮੀਟਿੰਗ ਵਿੱਚ ਹਾਜ਼ਰ ਸਨ। ਸੀਵਰੇਜ ਅਤੇ ਪਾਣੀ ਦੀ ਸਪਲਾਈ ਪ੍ਰੋਜੈਕਟਾਂ ਲਈ ਲ xyxy=(356,656,588,706)
body-akali-col1: ਪੈਰਿਸ 20 ਮਾਰਚ (ਰਾਜਵਿੰਦਰ ਸਿੰਘ ਬਰਾੜ)- ਸ਼੍ਰੋਮਣੀ ਅਕਾਲੀ ਦਲ ਦੇ ਵਿਦੇਸ਼ੀ ਆਗੂਆਂ ਨੇ ਕਿਹਾ ਕਿ ਮੁੱਖ ਮੰਤਰੀ ਭਗਵੰਤ ਮਾਨ ਵੱਲੋਂ ਕਿਸਾਨ ਆਗੂਆਂ ਨੂੰ ਮੀਟਿੰਗ ਲਈ ਬੁਲਾ ਕੇ ਹਿਰਾਸਤ ਵਿੱਚ ਲੈਣਾ ਵਿਸ਼ਵਾਸ ਘਾਤ ਹੈ। ਉਨ੍ਹਾਂ ਕਿਹਾ ਕਿ ਸਰਕਾਰ ਦੀ ਦੋਗਲੀ ਨੀਤੀ ਹੁਣ ਜਗ ਜ਼ਾਹਿਰ ਹੋ ਚੁੱਕੀ ਹੈ ਅਤੇ ਕਿਸਾਨਾਂ ਨਾਲ ਕੀਤੇ ਵਾਅਦੇ ਪੂਰੇ ਨਹੀਂ ਕੀਤੇ ਗਏ। ਸ਼ੰਭੂ ਅਤੇ ਖਨੌਰੀ ਬਾਰਡਰ ਉੱਤੇ ਬੈਠੇ ਕਿਸਾਨਾਂ ਨੂੰ ਜ਼ਬਰਦਸਤੀ ਉਠਾਉਣਾ ਲੋਕਤੰਤਰ ਦਾ ਘਾਣ ਹੈ। ਆਗੂਆਂ ਨੇ ਮੰਗ ਕੀਤੀ ਕਿ ਹਿਰਾਸਤ ਵਿੱਚ ਲਏ ਗਏ ਸਾਰੇ ਕਿਸਾਨ ਆਗੂਆਂ ਨੂੰ ਤੁਰੰਤ ਰਿਹਾਅ ਕੀਤਾ ਜਾਵੇ ਅਤੇ ਉਨ੍ਹਾਂ ਦੀਆਂ ਮੰਗਾਂ ਮੰਨੀਆਂ ਜਾਣ। xyxy=(4,968,108,1083)
headline-akali-farmers: ਕਿਸਾਨ ਆਗੂਆਂ ਨਾਲ ਵਿਸ਼ਵਾਸ ਘਾਤ ਕਰਨ ਵਾਲੇ ਭਗਵੰਤ ਮਾਨ ਦੀ ਦੋਗਲੀ ਨੀਤੀ ਹੋਈ ਜਗ ਜ਼ਾਹਿਰ: ਅਕਾਲੀ ਆਗੂ ਸਪੇਨ xyxy=(4,926,450,964)
body-budget-col3: ਲੁਧਿਆਣਾ, 20 ਮਾਰਚ (ਕਵਿਤਾ)- ਨਗਰ ਨਿਗਮ ਦੇ ਜਨਰਲ ਹਾਊਸ ਦੀ ਮੀਟਿੰਗ ਦੌਰਾਨ ਵਿੱਤੀ ਸਾਲ 2025-26 ਲਈ ਲਗਭਗ 1100 ਕਰੋੜ ਰੁਪਏ ਦੇ ਵਿਆਪਕ ਬਜਟ ਨੂੰ ਪ੍ਰਵਾਨਗੀ ਦਿੱਤੀ ਗਈ। ਮੇਅਰ ਪ੍ਰਿੰਸੀਪਲ ਇੰਦਰਜੀਤ ਕੌਰ ਨੇ ਕਿਹਾ ਕਿ ਬਜਟ ਵਿੱਚ ਸ਼ਹਿਰ ਦੇ ਸਾਰੇ ਵਾਰਡਾਂ ਦੇ ਸਮੁੱਚੇ ਵਿਕਾਸ ਉੱਤੇ ਧਿਆਨ ਦਿੱਤਾ ਗਿਆ ਹੈ। ਬਜਟ ਵਿੱਚ ਸੜਕਾਂ, ਸੀਵਰੇਜ, ਪਾਣੀ ਦੀ ਸਪਲਾਈ, ਸਟਰੀਟ ਲਾਈਟਾਂ, ਪਾਰਕਾਂ ਅਤੇ ਸਾਫ ਸਫਾਈ ਲਈ ਵਿਸ਼ੇਸ਼ ਫੰਡ ਰੱਖੇ ਗਏ ਹਨ। ਕਮਿਸ਼ਨਰ ਆਦਿਤਿਆ ਡੇਚਲਵਾਲ ਸਮੇਤ ਅਧਿਕਾਰੀ ਅਤੇ ਕੌਂਸਲਰ ਮੀਟਿੰਗ ਵਿੱਚ ਹਾਜ਼ਰ ਸਨ। ਸੀਵਰੇਜ ਅਤੇ ਪਾਣੀ ਦੀ ਸਪਲਾਈ ਪ੍ਰੋਜੈਕਟਾਂ ਲਈ ਲਗਭਗ 400 ਕਰੋੜ ਰੁਪਏ ਅਤੇ ਸੜਕਾਂ ਲਈ 75 ਕਰੋੜ ਰੁਪਏ ਰੱਖੇ ਗਏ ਹਨ। xyxy=(592,460,708,575)
headline-police-case: ਪੁਲਿਸ ਅਧਿਕਾਰੀਆਂ ਵੱਲੋਂ ਫੌਜ ਦੇ ਕਰਨਲ ਅਤੇ ਉਨ੍ਹਾਂ ਦੇ ਪੁੱਤਰ ਨਾਲ ਕੀਤੀ ਕੁੱਟਮਾਰ ਬੇਹੱਦ ਨਿੰਦਣਯੋਗ : ਜਸਵਿੰਦਰ ਬਰਾੜ (ਭਾਕਿਯੂ ਉਗਰਾਹਾਂ) xyxy=(4,396,230,437)
